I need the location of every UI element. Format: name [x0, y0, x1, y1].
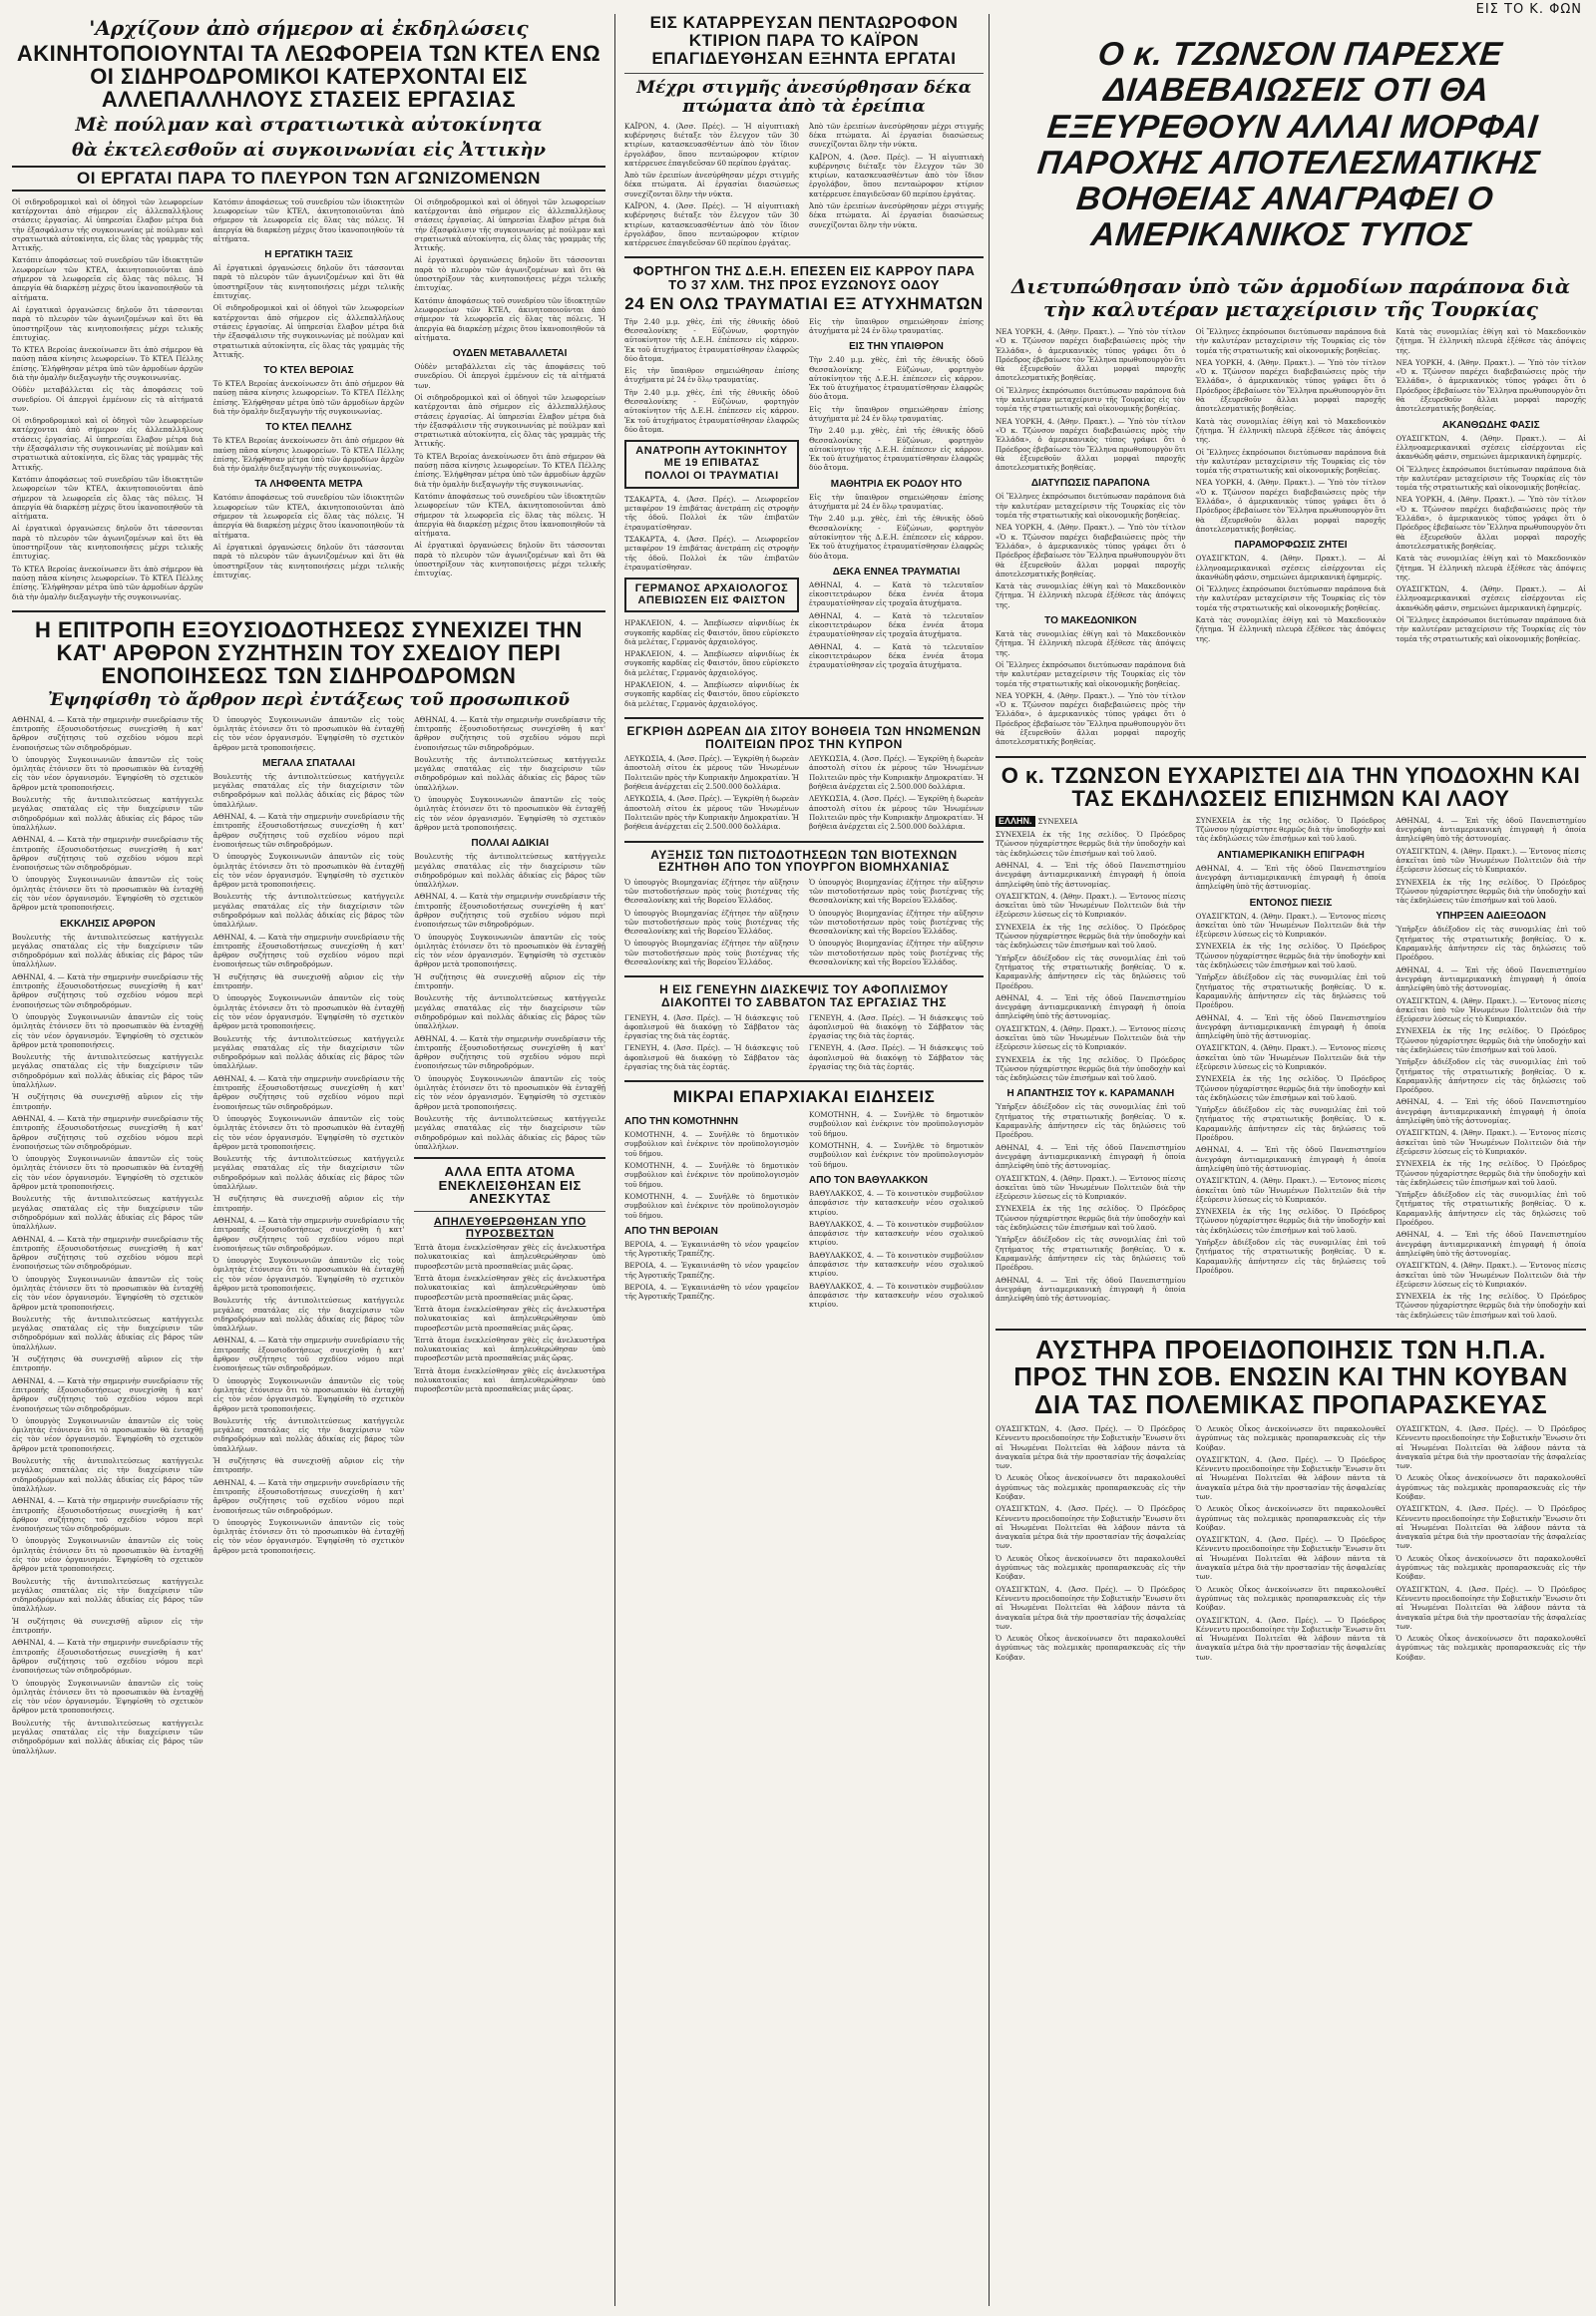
paragraph: Ἡ συζήτησις θὰ συνεχισθῇ αὔριον εἰς τὴν ἐπιτροπήν.: [12, 1092, 203, 1111]
paragraph: ΟΥΑΣΙΓΚΤΩΝ, 4. (Ἀσσ. Πρές). — Ὁ Πρόεδρος Κέννεντυ προειδοποίησε τὴν Σοβιετικὴν Ἕνωσιν ὅτι αἱ Ἡνωμέναι Πολιτεῖαι θὰ λάβουν πάντα τὰ ἀναγκαῖα μέτρα διὰ τὴν προστασίαν τῆς ἀσφαλείας των.: [996, 1584, 1186, 1631]
paragraph: Ἡ συζήτησις θὰ συνεχισθῇ αὔριον εἰς τὴν ἐπιτροπήν.: [12, 1354, 203, 1373]
paragraph: Οἱ Ἕλληνες ἐκπρόσωποι διετύπωσαν παράπονα διὰ τὴν καλυτέραν μεταχείρισιν τῆς Τουρκίας εἰς τὸν τομέα τῆς στρατιωτικῆς καὶ οἰκονομικῆς βοηθείας.: [1195, 327, 1387, 355]
paragraph: Ὁ ὑπουργὸς Βιομηχανίας ἐζήτησε τὴν αὔξησιν τῶν πιστοδοτήσεων πρὸς τοὺς βιοτέχνας τῆς Θεσσαλονίκης καὶ τῆς Βορείου Ἑλλάδος.: [624, 908, 799, 937]
article-cairo-collapse: [624, 14, 984, 250]
paragraph: Τὴν 2.40 μ.μ. χθὲς, ἐπὶ τῆς ἐθνικῆς ὁδοῦ Θεσσαλονίκης - Εὐζώνων, φορτηγὸν αὐτοκίνητον τῆς Δ.Ε.Η. ἐπέπεσεν εἰς κάρρον. Ἐκ τοῦ ἀτυχήματος ἐτραυματίσθησαν ἐλαφρῶς δύο ἄτομα.: [809, 426, 984, 473]
paragraph: ΛΕΥΚΩΣΙΑ, 4. (Ἀσσ. Πρές). — Ἐγκρίθη ἡ δωρεὰν ἀποστολὴ σίτου ἐκ μέρους τῶν Ἡνωμένων Πολιτειῶν πρὸς τὴν Κυπριακὴν Δημοκρατίαν. Ἡ βοήθεια ἀνέρχεται εἰς 2.500.000 δολλάρια.: [809, 754, 984, 792]
paragraph: Ἐπτὰ ἄτομα ἐνεκλείσθησαν χθὲς εἰς ἀνελκυστῆρα πολυκατοικίας καὶ ἀπηλευθερώθησαν ὑπὸ πυροσβεστῶν μετὰ προσπαθείας μιᾶς ὥρας.: [414, 1274, 605, 1302]
section-heading: ΤΟ ΚΤΕΛ ΠΕΛΛΗΣ: [265, 422, 352, 434]
paragraph: Ὁ ὑπουργὸς Συγκοινωνιῶν ἀπαντῶν εἰς τοὺς ὁμιλητὰς ἐτόνισεν ὅτι τὸ προσωπικὸν θὰ ἐνταχθῇ εἰς τὸν νέον ὀργανισμόν. Ἐψηφίσθη τὸ σχετικὸν ἄρθρον μετὰ τροποποιήσεις.: [212, 1256, 405, 1293]
paragraph: ΑΘΗΝΑΙ, 4. — Ἐπὶ τῆς ὁδοῦ Πανεπιστημίου ἀνεγράφη ἀντιαμερικανικὴ ἐπιγραφὴ ἡ ὁποία ἀπηλείφθη ὑπὸ τῆς ἀστυνομίας.: [1396, 1097, 1586, 1126]
paragraph: Κατὰ τὰς συνομιλίας ἐθίγη καὶ τὸ Μακεδονικὸν ζήτημα. Ἡ ἑλληνικὴ πλευρὰ ἐξέθεσε τὰς ἀπόψεις της.: [1396, 554, 1586, 581]
headline: ΕΓΚΡΙΘΗ ΔΩΡΕΑΝ ΔΙΑ ΣΙΤΟΥ ΒΟΗΘΕΙΑ ΤΩΝ ΗΝΩΜΕΝΩΝ ΠΟΛΙΤΕΙΩΝ ΠΡΟΣ ΤΗΝ ΚΥΠΡΟΝ: [626, 723, 982, 751]
paragraph: Αἱ ἐργατικαὶ ὀργανώσεις δηλοῦν ὅτι τάσσονται παρὰ τὸ πλευρὸν τῶν ἀγωνιζομένων καὶ ὅτι θὰ ὑποστηρίξουν τὰς κινητοποιήσεις μέχρι τελικῆς ἐπιτυχίας.: [212, 542, 405, 579]
article-geneva-disarmament: [624, 983, 984, 1074]
paragraph: Τὴν 2.40 μ.μ. χθὲς, ἐπὶ τῆς ἐθνικῆς ὁδοῦ Θεσσαλονίκης - Εὐζώνων, φορτηγὸν αὐτοκίνητον τῆς Δ.Ε.Η. ἐπέπεσεν εἰς κάρρον. Ἐκ τοῦ ἀτυχήματος ἐτραυματίσθησαν ἐλαφρῶς δύο ἄτομα.: [624, 387, 799, 434]
paragraph: Οἱ Ἕλληνες ἐκπρόσωποι διετύπωσαν παράπονα διὰ τὴν καλυτέραν μεταχείρισιν τῆς Τουρκίας εἰς τὸν τομέα τῆς στρατιωτικῆς καὶ οἰκονομικῆς βοηθείας.: [996, 492, 1186, 521]
paragraph: ΟΥΑΣΙΓΚΤΩΝ, 4. (Ἀθην. Πρακτ.). — Αἱ ἑλληνοαμερικανικαὶ σχέσεις εἰσέρχονται εἰς ἀκανθώδη φάσιν, σημειώνει ἀμερικανικὴ ἐφημερίς.: [1396, 433, 1586, 462]
paragraph: Βουλευτὴς τῆς ἀντιπολιτεύσεως κατήγγειλε μεγάλας σπατάλας εἰς τὴν διαχείρισιν τῶν σιδηροδρόμων καὶ πολλὰς ἀδικίας εἰς βάρος τῶν ὑπαλλήλων.: [12, 1456, 203, 1493]
paragraph: ΝΕΑ ΥΟΡΚΗ, 4. (Ἀθην. Πρακτ.). — Ὑπὸ τὸν τίτλον «Ὁ κ. Τζώνσον παρέχει διαβεβαιώσεις πρὸς τὴν Ἑλλάδα», ὁ ἀμερικανικὸς τύπος γράφει ὅτι ὁ Πρόεδρος ἐβεβαίωσε τὸν Ἕλληνα πρωθυπουργὸν ὅτι θὰ ἐξευρεθοῦν ἄλλαι μορφαὶ παροχῆς ἀποτελεσματικῆς βοηθείας.: [996, 690, 1186, 747]
paragraph: ΒΕΡΟΙΑ, 4. — Ἐγκαινιάσθη τὸ νέον γραφεῖον τῆς Ἀγροτικῆς Τραπέζης.: [624, 1261, 799, 1280]
paragraph: ΑΘΗΝΑΙ, 4. — Κατὰ τὴν σημερινὴν συνεδρίασιν τῆς ἐπιτροπῆς ἐξουσιοδοτήσεως συνεχίσθη ἡ κατ' ἄρθρον συζήτησις τοῦ σχεδίου νόμου περὶ ἑνοποιήσεως τῶν σιδηροδρόμων.: [12, 1375, 203, 1413]
headline: Η ΕΙΣ ΓΕΝΕΥΗΝ ΔΙΑΣΚΕΨΙΣ ΤΟΥ ΑΦΟΠΛΙΣΜΟΥ ΔΙΑΚΟΠΤΕΙ ΤΟ ΣΑΒΒΑΤΟΝ ΤΑΣ ΕΡΓΑΣΙΑΣ ΤΗΣ: [659, 982, 949, 1009]
kicker: 'Αρχίζουν ἀπὸ σήμερον αἱ ἐκδηλώσεις: [89, 16, 529, 40]
paragraph: Ἀπὸ τῶν ἐρειπίων ἀνεσύρθησαν μέχρι στιγμῆς δέκα πτώματα. Αἱ ἐργασίαι διασώσεως συνεχίζονται ὅλην τὴν νύκτα.: [809, 121, 984, 150]
column-rule: [989, 14, 990, 2306]
paragraph: Οἱ Ἕλληνες ἐκπρόσωποι διετύπωσαν παράπονα διὰ τὴν καλυτέραν μεταχείρισιν τῆς Τουρκίας εἰς τὸν τομέα τῆς στρατιωτικῆς καὶ οἰκονομικῆς βοηθείας.: [1195, 584, 1387, 612]
paragraph: ΚΟΜΟΤΗΝΗ, 4. — Συνῆλθε τὸ δημοτικὸν συμβούλιον καὶ ἐνέκρινε τὸν προϋπολογισμὸν τοῦ δήμου.: [809, 1141, 984, 1169]
section-heading: ΤΟ ΜΑΚΕΔΟΝΙΚΟΝ: [1044, 615, 1137, 627]
paragraph: ΒΕΡΟΙΑ, 4. — Ἐγκαινιάσθη τὸ νέον γραφεῖον τῆς Ἀγροτικῆς Τραπέζης.: [624, 1283, 799, 1302]
paragraph: ΟΥΑΣΙΓΚΤΩΝ, 4. (Ἀσσ. Πρές). — Ὁ Πρόεδρος Κέννεντυ προειδοποίησε τὴν Σοβιετικὴν Ἕνωσιν ὅτι αἱ Ἡνωμέναι Πολιτεῖαι θὰ λάβουν πάντα τὰ ἀναγκαῖα μέτρα διὰ τὴν προστασίαν τῆς ἀσφαλείας των.: [996, 1423, 1186, 1471]
paragraph: Αἱ ἐργατικαὶ ὀργανώσεις δηλοῦν ὅτι τάσσονται παρὰ τὸ πλευρὸν τῶν ἀγωνιζομένων καὶ ὅτι θὰ ὑποστηρίξουν τὰς κινητοποιήσεις μέχρι τελικῆς ἐπιτυχίας.: [12, 524, 203, 562]
paragraph: ΣΥΝΕΧΕΙΑ ἐκ τῆς 1ης σελίδος. Ὁ Πρόεδρος Τζώνσον ηὐχαρίστησε θερμῶς διὰ τὴν ὑποδοχὴν καὶ τὰς ἐκδηλώσεις τῶν ἐπισήμων καὶ τοῦ λαοῦ.: [996, 830, 1186, 858]
paragraph: Ὁ Λευκὸς Οἶκος ἀνεκοίνωσεν ὅτι παρακολουθεῖ ἀγρύπνως τὰς πολεμικὰς προπαρασκευὰς εἰς τὴν Κούβαν.: [1396, 1553, 1586, 1582]
paragraph: Ὁ Λευκὸς Οἶκος ἀνεκοίνωσεν ὅτι παρακολουθεῖ ἀγρύπνως τὰς πολεμικὰς προπαρασκευὰς εἰς τὴν Κούβαν.: [1195, 1423, 1387, 1452]
article-johnson-assurances: [996, 36, 1586, 749]
paragraph: ΑΘΗΝΑΙ, 4. — Κατὰ τὴν σημερινὴν συνεδρίασιν τῆς ἐπιτροπῆς ἐξουσιοδοτήσεως συνεχίσθη ἡ κατ' ἄρθρον συζήτησις τοῦ σχεδίου νόμου περὶ ἑνοποιήσεως τῶν σιδηροδρόμων.: [12, 1638, 203, 1676]
section-heading: ΠΟΛΛΑΙ ΑΔΙΚΙΑΙ: [471, 838, 550, 850]
paragraph: Ὁ Λευκὸς Οἶκος ἀνεκοίνωσεν ὅτι παρακολουθεῖ ἀγρύπνως τὰς πολεμικὰς προπαρασκευὰς εἰς τὴν Κούβαν.: [1396, 1634, 1586, 1662]
paragraph: Ὁ ὑπουργὸς Συγκοινωνιῶν ἀπαντῶν εἰς τοὺς ὁμιλητὰς ἐτόνισεν ὅτι τὸ προσωπικὸν θὰ ἐνταχθῇ εἰς τὸν νέον ὀργανισμόν. Ἐψηφίσθη τὸ σχετικὸν ἄρθρον μετὰ τροποποιήσεις.: [212, 993, 405, 1031]
section-heading: ΥΠΗΡΞΕΝ ΑΔΙΕΞΟΔΟΝ: [1435, 911, 1546, 923]
paragraph: ΣΥΝΕΧΕΙΑ ἐκ τῆς 1ης σελίδος. Ὁ Πρόεδρος Τζώνσον ηὐχαρίστησε θερμῶς διὰ τὴν ὑποδοχὴν καὶ τὰς ἐκδηλώσεις τῶν ἐπισήμων καὶ τοῦ λαοῦ.: [1195, 1207, 1387, 1235]
paragraph: ΟΥΑΣΙΓΚΤΩΝ, 4. (Ἀθην. Πρακτ.). — Ἐντονος πίεσις ἀσκεῖται ὑπὸ τῶν Ἡνωμένων Πολιτειῶν διὰ τὴν ἐξεύρεσιν λύσεως εἰς τὸ Κυπριακόν.: [1195, 911, 1387, 940]
paragraph: ΛΕΥΚΩΣΙΑ, 4. (Ἀσσ. Πρές). — Ἐγκρίθη ἡ δωρεὰν ἀποστολὴ σίτου ἐκ μέρους τῶν Ἡνωμένων Πολιτειῶν πρὸς τὴν Κυπριακὴν Δημοκρατίαν. Ἡ βοήθεια ἀνέρχεται εἰς 2.500.000 δολλάρια.: [624, 754, 799, 792]
section-heading: ΑΠΟ ΤΗΝ ΒΕΡΟΙΑΝ: [624, 1225, 718, 1237]
paragraph: Οἱ σιδηροδρομικοὶ καὶ οἱ ὁδηγοὶ τῶν λεωφορείων κατέρχονται ἀπὸ σήμερον εἰς ἀλλεπαλλήλους στάσεις ἐργασίας. Αἱ ὑπηρεσίαι ἔλαβον μέτρα διὰ τὴν ἐξασφάλισιν τῆς συγκοινωνίας μὲ πούλμαν καὶ στρατιωτικὰ αὐτοκίνητα, εἰς ὅλας τὰς γραμμὰς τῆς Ἀττικῆς.: [414, 393, 605, 449]
paragraph: Αἱ ἐργατικαὶ ὀργανώσεις δηλοῦν ὅτι τάσσονται παρὰ τὸ πλευρὸν τῶν ἀγωνιζομένων καὶ ὅτι θὰ ὑποστηρίξουν τὰς κινητοποιήσεις μέχρι τελικῆς ἐπιτυχίας.: [414, 255, 605, 293]
paragraph: Οἱ Ἕλληνες ἐκπρόσωποι διετύπωσαν παράπονα διὰ τὴν καλυτέραν μεταχείρισιν τῆς Τουρκίας εἰς τὸν τομέα τῆς στρατιωτικῆς καὶ οἰκονομικῆς βοηθείας.: [1396, 615, 1586, 643]
paragraph: Βουλευτὴς τῆς ἀντιπολιτεύσεως κατήγγειλε μεγάλας σπατάλας εἰς τὴν διαχείρισιν τῶν σιδηροδρόμων καὶ πολλὰς ἀδικίας εἰς βάρος τῶν ὑπαλλήλων.: [12, 795, 203, 832]
paragraph: Τὸ ΚΤΕΛ Βεροίας ἀνεκοίνωσεν ὅτι ἀπὸ σήμερον θὰ παύσῃ πᾶσα κίνησις λεωφορείων. Τὸ ΚΤΕΛ Πέλλης ἐπίσης. Ἐλήφθησαν μέτρα ὑπὸ τῶν ἀρμοδίων ἀρχῶν διὰ τὴν ὁμαλὴν διεξαγωγὴν τῆς συγκοινωνίας.: [212, 379, 405, 416]
paragraph: ΓΕΝΕΥΗ, 4. (Ἀσσ. Πρές). — Ἡ διάσκεψις τοῦ ἀφοπλισμοῦ θὰ διακόψῃ τὸ Σάββατον τὰς ἐργασίας της διὰ τὰς ἑορτάς.: [624, 1012, 799, 1041]
paragraph: ΣΥΝΕΧΕΙΑ ἐκ τῆς 1ης σελίδος. Ὁ Πρόεδρος Τζώνσον ηὐχαρίστησε θερμῶς διὰ τὴν ὑποδοχὴν καὶ τὰς ἐκδηλώσεις τῶν ἐπισήμων καὶ τοῦ λαοῦ.: [996, 922, 1186, 951]
section-heading: ΑΚΑΝΘΩΔΗΣ ΦΑΣΙΣ: [1441, 419, 1540, 431]
paragraph: ΟΥΑΣΙΓΚΤΩΝ, 4. (Ἀθην. Πρακτ.). — Ἐντονος πίεσις ἀσκεῖται ὑπὸ τῶν Ἡνωμένων Πολιτειῶν διὰ τὴν ἐξεύρεσιν λύσεως εἰς τὸ Κυπριακόν.: [1396, 1128, 1586, 1156]
article-craftsmen-credit: [624, 849, 984, 970]
headline: ΜΙΚΡΑΙ ΕΠΑΡΧΙΑΚΑΙ ΕΙΔΗΣΕΙΣ: [672, 1087, 936, 1107]
paragraph: Ὁ ὑπουργὸς Συγκοινωνιῶν ἀπαντῶν εἰς τοὺς ὁμιλητὰς ἐτόνισεν ὅτι τὸ προσωπικὸν θὰ ἐνταχθῇ εἰς τὸν νέον ὀργανισμόν. Ἐψηφίσθη τὸ σχετικὸν ἄρθρον μετὰ τροποποιήσεις.: [212, 852, 405, 890]
paragraph: Ὁ Λευκὸς Οἶκος ἀνεκοίνωσεν ὅτι παρακολουθεῖ ἀγρύπνως τὰς πολεμικὰς προπαρασκευὰς εἰς τὴν Κούβαν.: [996, 1473, 1186, 1501]
article-us-warning: [996, 1337, 1586, 1665]
paragraph: Βουλευτὴς τῆς ἀντιπολιτεύσεως κατήγγειλε μεγάλας σπατάλας εἰς τὴν διαχείρισιν τῶν σιδηροδρόμων καὶ πολλὰς ἀδικίας εἰς βάρος τῶν ὑπαλλήλων.: [12, 1314, 203, 1351]
paragraph: Ὁ ὑπουργὸς Βιομηχανίας ἐζήτησε τὴν αὔξησιν τῶν πιστοδοτήσεων πρὸς τοὺς βιοτέχνας τῆς Θεσσαλονίκης καὶ τῆς Βορείου Ἑλλάδος.: [809, 939, 984, 967]
headline: ΕΙΣ ΚΑΤΑΡΡΕΥΣΑΝ ΠΕΝΤΑΩΡΟΦΟΝ ΚΤΙΡΙΟΝ ΠΑΡΑ ΤΟ ΚΑΪΡΟΝ ΕΠΑΓΙΔΕΥΘΗΣΑΝ ΕΞΗΝΤΑ ΕΡΓΑΤΑΙ: [649, 14, 959, 68]
paragraph: Αἱ ἐργατικαὶ ὀργανώσεις δηλοῦν ὅτι τάσσονται παρὰ τὸ πλευρὸν τῶν ἀγωνιζομένων καὶ ὅτι θὰ ὑποστηρίξουν τὰς κινητοποιήσεις μέχρι τελικῆς ἐπιτυχίας.: [12, 304, 203, 342]
paragraph: ΝΕΑ ΥΟΡΚΗ, 4. (Ἀθην. Πρακτ.). — Ὑπὸ τὸν τίτλον «Ὁ κ. Τζώνσον παρέχει διαβεβαιώσεις πρὸς τὴν Ἑλλάδα», ὁ ἀμερικανικὸς τύπος γράφει ὅτι ὁ Πρόεδρος ἐβεβαίωσε τὸν Ἕλληνα πρωθυπουργὸν ὅτι θὰ ἐξευρεθοῦν ἄλλαι μορφαὶ παροχῆς ἀποτελεσματικῆς βοηθείας.: [996, 523, 1186, 579]
section-heading: ΤΟ ΚΤΕΛ ΒΕΡΟΙΑΣ: [263, 365, 354, 377]
paragraph: Τὸ ΚΤΕΛ Βεροίας ἀνεκοίνωσεν ὅτι ἀπὸ σήμερον θὰ παύσῃ πᾶσα κίνησις λεωφορείων. Τὸ ΚΤΕΛ Πέλλης ἐπίσης. Ἐλήφθησαν μέτρα ὑπὸ τῶν ἀρμοδίων ἀρχῶν διὰ τὴν ὁμαλὴν διεξαγωγὴν τῆς συγκοινωνίας.: [212, 436, 405, 474]
headline: Η ΕΠΙΤΡΟΠΗ ΕΞΟΥΣΙΟΔΟΤΗΣΕΩΣ ΣΥΝΕΧΙΖΕΙ ΤΗΝ ΚΑΤ' ΑΡΘΡΟΝ ΣΥΖΗΤΗΣΙΝ ΤΟΥ ΣΧΕΔΙΟΥ ΠΕΡΙ ΕΝΟΠΟΙΗΣΕΩΣ ΤΩΝ ΣΙΔΗΡΟΔΡΟΜΩΝ: [35, 616, 583, 689]
paragraph: ΓΕΝΕΥΗ, 4. (Ἀσσ. Πρές). — Ἡ διάσκεψις τοῦ ἀφοπλισμοῦ θὰ διακόψῃ τὸ Σάββατον τὰς ἐργασίας της διὰ τὰς ἑορτάς.: [624, 1043, 799, 1072]
paragraph: Βουλευτὴς τῆς ἀντιπολιτεύσεως κατήγγειλε μεγάλας σπατάλας εἰς τὴν διαχείρισιν τῶν σιδηροδρόμων καὶ πολλὰς ἀδικίας εἰς βάρος τῶν ὑπαλλήλων.: [212, 1296, 405, 1334]
paragraph: Ὁ ὑπουργὸς Συγκοινωνιῶν ἀπαντῶν εἰς τοὺς ὁμιλητὰς ἐτόνισεν ὅτι τὸ προσωπικὸν θὰ ἐνταχθῇ εἰς τὸν νέον ὀργανισμόν. Ἐψηφίσθη τὸ σχετικὸν ἄρθρον μετὰ τροποποιήσεις.: [212, 1517, 405, 1555]
paragraph: Βουλευτὴς τῆς ἀντιπολιτεύσεως κατήγγειλε μεγάλας σπατάλας εἰς τὴν διαχείρισιν τῶν σιδηροδρόμων καὶ πολλὰς ἀδικίας εἰς βάρος τῶν ὑπαλλήλων.: [212, 771, 405, 809]
paragraph: Κατόπιν ἀποφάσεως τοῦ συνεδρίου τῶν ἰδιοκτητῶν λεωφορείων τῶν ΚΤΕΛ, ἀκινητοποιοῦνται ἀπὸ σήμερον τὰ λεωφορεῖα εἰς ὅλας τὰς πόλεις. Ἡ ἀπεργία θὰ διαρκέσῃ μέχρις ὅτου ἱκανοποιηθοῦν τὰ αἰτήματα.: [212, 493, 405, 540]
paragraph: Ἡ συζήτησις θὰ συνεχισθῇ αὔριον εἰς τὴν ἐπιτροπήν.: [414, 971, 605, 991]
paragraph: ΝΕΑ ΥΟΡΚΗ, 4. (Ἀθην. Πρακτ.). — Ὑπὸ τὸν τίτλον «Ὁ κ. Τζώνσον παρέχει διαβεβαιώσεις πρὸς τὴν Ἑλλάδα», ὁ ἀμερικανικὸς τύπος γράφει ὅτι ὁ Πρόεδρος ἐβεβαίωσε τὸν Ἕλληνα πρωθυπουργὸν ὅτι θὰ ἐξευρεθοῦν ἄλλαι μορφαὶ παροχῆς ἀποτελεσματικῆς βοηθείας.: [996, 327, 1186, 383]
article-bus-overturn: [624, 440, 799, 489]
corner-mark: ΕΙΣ ΤΟ Κ. ΦΩΝ: [1475, 2, 1582, 17]
paragraph: ΑΘΗΝΑΙ, 4. — Κατὰ τὴν σημερινὴν συνεδρίασιν τῆς ἐπιτροπῆς ἐξουσιοδοτήσεως συνεχίσθη ἡ κατ' ἄρθρον συζήτησις τοῦ σχεδίου νόμου περὶ ἑνοποιήσεως τῶν σιδηροδρόμων.: [12, 1496, 203, 1534]
paragraph: Κατὰ τὰς συνομιλίας ἐθίγη καὶ τὸ Μακεδονικὸν ζήτημα. Ἡ ἑλληνικὴ πλευρὰ ἐξέθεσε τὰς ἀπόψεις της.: [1195, 615, 1387, 643]
paragraph: ΚΟΜΟΤΗΝΗ, 4. — Συνῆλθε τὸ δημοτικὸν συμβούλιον καὶ ἐνέκρινε τὸν προϋπολογισμὸν τοῦ δήμου.: [809, 1110, 984, 1138]
paragraph: Ὁ ὑπουργὸς Συγκοινωνιῶν ἀπαντῶν εἰς τοὺς ὁμιλητὰς ἐτόνισεν ὅτι τὸ προσωπικὸν θὰ ἐνταχθῇ εἰς τὸν νέον ὀργανισμόν. Ἐψηφίσθη τὸ σχετικὸν ἄρθρον μετὰ τροποποιήσεις.: [212, 1375, 405, 1413]
paragraph: ΑΘΗΝΑΙ, 4. — Ἐπὶ τῆς ὁδοῦ Πανεπιστημίου ἀνεγράφη ἀντιαμερικανικὴ ἐπιγραφὴ ἡ ὁποία ἀπηλείφθη ὑπὸ τῆς ἀστυνομίας.: [1396, 815, 1586, 844]
paragraph: Κατὰ τὰς συνομιλίας ἐθίγη καὶ τὸ Μακεδονικὸν ζήτημα. Ἡ ἑλληνικὴ πλευρὰ ἐξέθεσε τὰς ἀπόψεις της.: [996, 629, 1186, 657]
paragraph: ΑΘΗΝΑΙ, 4. — Κατὰ τὸ τελευταῖον εἰκοσιτετράωρον δέκα ἐννέα ἄτομα ἐτραυματίσθησαν εἰς τροχαῖα ἀτυχήματα.: [809, 641, 984, 670]
paragraph: ΑΘΗΝΑΙ, 4. — Κατὰ τὸ τελευταῖον εἰκοσιτετράωρον δέκα ἐννέα ἄτομα ἐτραυματίσθησαν εἰς τροχαῖα ἀτυχήματα.: [809, 610, 984, 639]
section-heading: ΕΚΚΛΗΣΙΣ ΑΡΘΡΟΝ: [60, 918, 156, 930]
paragraph: ΒΕΡΟΙΑ, 4. — Ἐγκαινιάσθη τὸ νέον γραφεῖον τῆς Ἀγροτικῆς Τραπέζης.: [624, 1239, 799, 1259]
paragraph: ΣΥΝΕΧΕΙΑ ἐκ τῆς 1ης σελίδος. Ὁ Πρόεδρος Τζώνσον ηὐχαρίστησε θερμῶς διὰ τὴν ὑποδοχὴν καὶ τὰς ἐκδηλώσεις τῶν ἐπισήμων καὶ τοῦ λαοῦ.: [1396, 877, 1586, 906]
paragraph: Αἱ ἐργατικαὶ ὀργανώσεις δηλοῦν ὅτι τάσσονται παρὰ τὸ πλευρὸν τῶν ἀγωνιζομένων καὶ ὅτι θὰ ὑποστηρίξουν τὰς κινητοποιήσεις μέχρι τελικῆς ἐπιτυχίας.: [414, 541, 605, 579]
paragraph: Οἱ Ἕλληνες ἐκπρόσωποι διετύπωσαν παράπονα διὰ τὴν καλυτέραν μεταχείρισιν τῆς Τουρκίας εἰς τὸν τομέα τῆς στρατιωτικῆς καὶ οἰκονομικῆς βοηθείας.: [996, 659, 1186, 688]
paragraph: ΟΥΑΣΙΓΚΤΩΝ, 4. (Ἀσσ. Πρές). — Ὁ Πρόεδρος Κέννεντυ προειδοποίησε τὴν Σοβιετικὴν Ἕνωσιν ὅτι αἱ Ἡνωμέναι Πολιτεῖαι θὰ λάβουν πάντα τὰ ἀναγκαῖα μέτρα διὰ τὴν προστασίαν τῆς ἀσφαλείας των.: [1195, 1615, 1387, 1662]
paragraph: Οἱ σιδηροδρομικοὶ καὶ οἱ ὁδηγοὶ τῶν λεωφορείων κατέρχονται ἀπὸ σήμερον εἰς ἀλλεπαλλήλους στάσεις ἐργασίας. Αἱ ὑπηρεσίαι ἔλαβον μέτρα διὰ τὴν ἐξασφάλισιν τῆς συγκοινωνίας μὲ πούλμαν καὶ στρατιωτικὰ αὐτοκίνητα, εἰς ὅλας τὰς γραμμὰς τῆς Ἀττικῆς.: [212, 303, 405, 359]
paragraph: ΣΥΝΕΧΕΙΑ ἐκ τῆς 1ης σελίδος. Ὁ Πρόεδρος Τζώνσον ηὐχαρίστησε θερμῶς διὰ τὴν ὑποδοχὴν καὶ τὰς ἐκδηλώσεις τῶν ἐπισήμων καὶ τοῦ λαοῦ.: [1195, 815, 1387, 844]
article-johnson-thanks: [996, 764, 1586, 1323]
headline: ΑΚΙΝΗΤΟΠΟΙΟΥΝΤΑΙ ΤΑ ΛΕΩΦΟΡΕΙΑ ΤΩΝ ΚΤΕΛ ΕΝΩ ΟΙ ΣΙΔΗΡΟΔΡΟΜΙΚΟΙ ΚΑΤΕΡΧΟΝΤΑΙ ΕΙΣ ΑΛΛΕΠΑΛΛΗΛΟΥΣ ΣΤΑΣΕΙΣ ΕΡΓΑΣΙΑΣ: [16, 41, 601, 113]
paragraph: Τὸ ΚΤΕΛ Βεροίας ἀνεκοίνωσεν ὅτι ἀπὸ σήμερον θὰ παύσῃ πᾶσα κίνησις λεωφορείων. Τὸ ΚΤΕΛ Πέλλης ἐπίσης. Ἐλήφθησαν μέτρα ὑπὸ τῶν ἀρμοδίων ἀρχῶν διὰ τὴν ὁμαλὴν διεξαγωγὴν τῆς συγκοινωνίας.: [12, 345, 203, 382]
paragraph: ΗΡΑΚΛΕΙΟΝ, 4. — Ἀπεβίωσεν αἰφνιδίως ἐκ συγκοπῆς καρδίας εἰς Φαιστόν, ὅπου εὑρίσκετο διὰ μελέτας, Γερμανὸς ἀρχαιολόγος.: [624, 649, 799, 677]
paragraph: Τὴν 2.40 μ.μ. χθὲς, ἐπὶ τῆς ἐθνικῆς ὁδοῦ Θεσσαλονίκης - Εὐζώνων, φορτηγὸν αὐτοκίνητον τῆς Δ.Ε.Η. ἐπέπεσεν εἰς κάρρον. Ἐκ τοῦ ἀτυχήματος ἐτραυματίσθησαν ἐλαφρῶς δύο ἄτομα.: [624, 316, 799, 363]
paragraph: Ὁ ὑπουργὸς Συγκοινωνιῶν ἀπαντῶν εἰς τοὺς ὁμιλητὰς ἐτόνισεν ὅτι τὸ προσωπικὸν θὰ ἐνταχθῇ εἰς τὸν νέον ὀργανισμόν. Ἐψηφίσθη τὸ σχετικὸν ἄρθρον μετὰ τροποποιήσεις.: [12, 1011, 203, 1049]
paragraph: Ὁ ὑπουργὸς Συγκοινωνιῶν ἀπαντῶν εἰς τοὺς ὁμιλητὰς ἐτόνισεν ὅτι τὸ προσωπικὸν θὰ ἐνταχθῇ εἰς τὸν νέον ὀργανισμόν. Ἐψηφίσθη τὸ σχετικὸν ἄρθρον μετὰ τροποποιήσεις.: [414, 932, 605, 969]
paragraph: Κατὰ τὰς συνομιλίας ἐθίγη καὶ τὸ Μακεδονικὸν ζήτημα. Ἡ ἑλληνικὴ πλευρὰ ἐξέθεσε τὰς ἀπόψεις της.: [996, 581, 1186, 609]
paragraph: ΟΥΑΣΙΓΚΤΩΝ, 4. (Ἀθην. Πρακτ.). — Αἱ ἑλληνοαμερικανικαὶ σχέσεις εἰσέρχονται εἰς ἀκανθώδη φάσιν, σημειώνει ἀμερικανικὴ ἐφημερίς.: [1195, 554, 1387, 581]
headline: Ο κ. ΤΖΩΝΣΟΝ ΕΥΧΑΡΙΣΤΕΙ ΔΙΑ ΤΗΝ ΥΠΟΔΟΧΗΝ ΚΑΙ ΤΑΣ ΕΚΔΗΛΩΣΕΙΣ ΕΠΙΣΗΜΩΝ ΚΑΙ ΛΑΟΥ: [1000, 762, 1581, 811]
paragraph: ΟΥΑΣΙΓΚΤΩΝ, 4. (Ἀσσ. Πρές). — Ὁ Πρόεδρος Κέννεντυ προειδοποίησε τὴν Σοβιετικὴν Ἕνωσιν ὅτι αἱ Ἡνωμέναι Πολιτεῖαι θὰ λάβουν πάντα τὰ ἀναγκαῖα μέτρα διὰ τὴν προστασίαν τῆς ἀσφαλείας των.: [1396, 1423, 1586, 1471]
paragraph: Οὐδὲν μεταβάλλεται εἰς τὰς ἀποφάσεις τοῦ συνεδρίου. Οἱ ἀπεργοὶ ἐμμένουν εἰς τὰ αἰτήματά των.: [12, 385, 203, 413]
paragraph: Ὁ ὑπουργὸς Συγκοινωνιῶν ἀπαντῶν εἰς τοὺς ὁμιλητὰς ἐτόνισεν ὅτι τὸ προσωπικὸν θὰ ἐνταχθῇ εἰς τὸν νέον ὀργανισμόν. Ἐψηφίσθη τὸ σχετικὸν ἄρθρον μετὰ τροποποιήσεις.: [12, 875, 203, 913]
paragraph: Κατόπιν ἀποφάσεως τοῦ συνεδρίου τῶν ἰδιοκτητῶν λεωφορείων τῶν ΚΤΕΛ, ἀκινητοποιοῦνται ἀπὸ σήμερον τὰ λεωφορεῖα εἰς ὅλας τὰς πόλεις. Ἡ ἀπεργία θὰ διαρκέσῃ μέχρις ὅτου ἱκανοποιηθοῦν τὰ αἰτήματα.: [212, 196, 405, 243]
paragraph: Ὁ ὑπουργὸς Συγκοινωνιῶν ἀπαντῶν εἰς τοὺς ὁμιλητὰς ἐτόνισεν ὅτι τὸ προσωπικὸν θὰ ἐνταχθῇ εἰς τὸν νέον ὀργανισμόν. Ἐψηφίσθη τὸ σχετικὸν ἄρθρον μετὰ τροποποιήσεις.: [414, 1073, 605, 1111]
paragraph: ΒΑΘΥΛΑΚΚΟΣ, 4. — Τὸ κοινοτικὸν συμβούλιον ἀπεφάσισε τὴν κατασκευὴν νέου σχολικοῦ κτιρίου.: [809, 1188, 984, 1217]
article-ktel-strike: [12, 16, 605, 604]
article-provincial-news: [624, 1088, 984, 1312]
section-heading: ΕΙΣ ΤΗΝ ΥΠΑΙΘΡΟΝ: [849, 341, 944, 353]
paragraph: ΣΥΝΕΧΕΙΑ ἐκ τῆς 1ης σελίδος. Ὁ Πρόεδρος Τζώνσον ηὐχαρίστησε θερμῶς διὰ τὴν ὑποδοχὴν καὶ τὰς ἐκδηλώσεις τῶν ἐπισήμων καὶ τοῦ λαοῦ.: [1195, 1074, 1387, 1102]
article-railway-committee: [12, 618, 605, 1758]
paragraph: Ὁ Λευκὸς Οἶκος ἀνεκοίνωσεν ὅτι παρακολουθεῖ ἀγρύπνως τὰς πολεμικὰς προπαρασκευὰς εἰς τὴν Κούβαν.: [1195, 1504, 1387, 1532]
section-heading: Η ΕΡΓΑΤΙΚΗ ΤΑΞΙΣ: [264, 249, 353, 261]
paragraph: Ὁ ὑπουργὸς Συγκοινωνιῶν ἀπαντῶν εἰς τοὺς ὁμιλητὰς ἐτόνισεν ὅτι τὸ προσωπικὸν θὰ ἐνταχθῇ εἰς τὸν νέον ὀργανισμόν. Ἐψηφίσθη τὸ σχετικὸν ἄρθρον μετὰ τροποποιήσεις.: [12, 1678, 203, 1716]
subhead: ΟΙ ΕΡΓΑΤΑΙ ΠΑΡΑ ΤΟ ΠΛΕΥΡΟΝ ΤΩΝ ΑΓΩΝΙΖΟΜΕΝΩΝ: [12, 166, 605, 192]
section-heading: ΜΕΓΑΛΑ ΣΠΑΤΑΛΑΙ: [262, 757, 355, 769]
paragraph: ΛΕΥΚΩΣΙΑ, 4. (Ἀσσ. Πρές). — Ἐγκρίθη ἡ δωρεὰν ἀποστολὴ σίτου ἐκ μέρους τῶν Ἡνωμένων Πολιτειῶν πρὸς τὴν Κυπριακὴν Δημοκρατίαν. Ἡ βοήθεια ἀνέρχεται εἰς 2.500.000 δολλάρια.: [624, 794, 799, 832]
deck: Μὲ πούλμαν καὶ στρατιωτικὰ αὐτοκίνητα: [75, 114, 543, 137]
paragraph: Οἱ Ἕλληνες ἐκπρόσωποι διετύπωσαν παράπονα διὰ τὴν καλυτέραν μεταχείρισιν τῆς Τουρκίας εἰς τὸν τομέα τῆς στρατιωτικῆς καὶ οἰκονομικῆς βοηθείας.: [996, 385, 1186, 414]
section-heading: ΑΝΤΙΑΜΕΡΙΚΑΝΙΚΗ ΕΠΙΓΡΑΦΗ: [1217, 849, 1365, 861]
paragraph: ΑΘΗΝΑΙ, 4. — Ἐπὶ τῆς ὁδοῦ Πανεπιστημίου ἀνεγράφη ἀντιαμερικανικὴ ἐπιγραφὴ ἡ ὁποία ἀπηλείφθη ὑπὸ τῆς ἀστυνομίας.: [1396, 965, 1586, 993]
paragraph: ΑΘΗΝΑΙ, 4. — Κατὰ τὴν σημερινὴν συνεδρίασιν τῆς ἐπιτροπῆς ἐξουσιοδοτήσεως συνεχίσθη ἡ κατ' ἄρθρον συζήτησις τοῦ σχεδίου νόμου περὶ ἑνοποιήσεως τῶν σιδηροδρόμων.: [12, 1113, 203, 1151]
paragraph: ΓΕΝΕΥΗ, 4. (Ἀσσ. Πρές). — Ἡ διάσκεψις τοῦ ἀφοπλισμοῦ θὰ διακόψῃ τὸ Σάββατον τὰς ἐργασίας της διὰ τὰς ἑορτάς.: [809, 1012, 984, 1041]
paragraph: Εἰς τὴν ὕπαιθρον σημειώθησαν ἐπίσης ἀτυχήματα μὲ 24 ἐν ὅλῳ τραυματίας.: [809, 316, 984, 335]
paragraph: Ὑπῆρξεν ἀδιέξοδον εἰς τὰς συνομιλίας ἐπὶ τοῦ ζητήματος τῆς στρατιωτικῆς βοηθείας. Ὁ κ. Καραμανλῆς ἀπήντησεν εἰς τὰς δηλώσεις τοῦ Προέδρου.: [1195, 1238, 1387, 1275]
paragraph: ΗΡΑΚΛΕΙΟΝ, 4. — Ἀπεβίωσεν αἰφνιδίως ἐκ συγκοπῆς καρδίας εἰς Φαιστόν, ὅπου εὑρίσκετο διὰ μελέτας, Γερμανὸς ἀρχαιολόγος.: [624, 680, 799, 708]
paragraph: Ὁ ὑπουργὸς Συγκοινωνιῶν ἀπαντῶν εἰς τοὺς ὁμιλητὰς ἐτόνισεν ὅτι τὸ προσωπικὸν θὰ ἐνταχθῇ εἰς τὸν νέον ὀργανισμόν. Ἐψηφίσθη τὸ σχετικὸν ἄρθρον μετὰ τροποποιήσεις.: [12, 1154, 203, 1192]
paragraph: Κατόπιν ἀποφάσεως τοῦ συνεδρίου τῶν ἰδιοκτητῶν λεωφορείων τῶν ΚΤΕΛ, ἀκινητοποιοῦνται ἀπὸ σήμερον τὰ λεωφορεῖα εἰς ὅλας τὰς πόλεις. Ἡ ἀπεργία θὰ διαρκέσῃ μέχρις ὅτου ἱκανοποιηθοῦν τὰ αἰτήματα.: [414, 491, 605, 539]
paragraph: ΑΘΗΝΑΙ, 4. — Κατὰ τὴν σημερινὴν συνεδρίασιν τῆς ἐπιτροπῆς ἐξουσιοδοτήσεως συνεχίσθη ἡ κατ' ἄρθρον συζήτησις τοῦ σχεδίου νόμου περὶ ἑνοποιήσεως τῶν σιδηροδρόμων.: [212, 1336, 405, 1373]
paragraph: Ἡ συζήτησις θὰ συνεχισθῇ αὔριον εἰς τὴν ἐπιτροπήν.: [212, 1194, 405, 1213]
paragraph: Ὁ Λευκὸς Οἶκος ἀνεκοίνωσεν ὅτι παρακολουθεῖ ἀγρύπνως τὰς πολεμικὰς προπαρασκευὰς εἰς τὴν Κούβαν.: [1396, 1473, 1586, 1501]
section-heading: ΕΝΤΟΝΟΣ ΠΙΕΣΙΣ: [1249, 897, 1333, 909]
paragraph: Ὑπῆρξεν ἀδιέξοδον εἰς τὰς συνομιλίας ἐπὶ τοῦ ζητήματος τῆς στρατιωτικῆς βοηθείας. Ὁ κ. Καραμανλῆς ἀπήντησεν εἰς τὰς δηλώσεις τοῦ Προέδρου.: [1195, 972, 1387, 1010]
paragraph: ΟΥΑΣΙΓΚΤΩΝ, 4. (Ἀθην. Πρακτ.). — Ἐντονος πίεσις ἀσκεῖται ὑπὸ τῶν Ἡνωμένων Πολιτειῶν διὰ τὴν ἐξεύρεσιν λύσεως εἰς τὸ Κυπριακόν.: [996, 1023, 1186, 1052]
paragraph: ΟΥΑΣΙΓΚΤΩΝ, 4. (Ἀθην. Πρακτ.). — Ἐντονος πίεσις ἀσκεῖται ὑπὸ τῶν Ἡνωμένων Πολιτειῶν διὰ τὴν ἐξεύρεσιν λύσεως εἰς τὸ Κυπριακόν.: [996, 891, 1186, 920]
paragraph: ΑΘΗΝΑΙ, 4. — Ἐπὶ τῆς ὁδοῦ Πανεπιστημίου ἀνεγράφη ἀντιαμερικανικὴ ἐπιγραφὴ ἡ ὁποία ἀπηλείφθη ὑπὸ τῆς ἀστυνομίας.: [996, 1275, 1186, 1304]
paragraph: Ἐπτὰ ἄτομα ἐνεκλείσθησαν χθὲς εἰς ἀνελκυστῆρα πολυκατοικίας καὶ ἀπηλευθερώθησαν ὑπὸ πυροσβεστῶν μετὰ προσπαθείας μιᾶς ὥρας.: [414, 1365, 605, 1394]
subhead: ΑΠΗΛΕΥΘΕΡΩΘΗΣΑΝ ΥΠΟ ΠΥΡΟΣΒΕΣΤΩΝ: [433, 1216, 587, 1240]
paragraph: Αἱ ἐργατικαὶ ὀργανώσεις δηλοῦν ὅτι τάσσονται παρὰ τὸ πλευρὸν τῶν ἀγωνιζομένων καὶ ὅτι θὰ ὑποστηρίξουν τὰς κινητοποιήσεις μέχρι τελικῆς ἐπιτυχίας.: [212, 263, 405, 301]
paragraph: ΝΕΑ ΥΟΡΚΗ, 4. (Ἀθην. Πρακτ.). — Ὑπὸ τὸν τίτλον «Ὁ κ. Τζώνσον παρέχει διαβεβαιώσεις πρὸς τὴν Ἑλλάδα», ὁ ἀμερικανικὸς τύπος γράφει ὅτι ὁ Πρόεδρος ἐβεβαίωσε τὸν Ἕλληνα πρωθυπουργὸν ὅτι θὰ ἐξευρεθοῦν ἄλλαι μορφαὶ παροχῆς ἀποτελεσματικῆς βοηθείας.: [1396, 357, 1586, 414]
paragraph: Τὸ ΚΤΕΛ Βεροίας ἀνεκοίνωσεν ὅτι ἀπὸ σήμερον θὰ παύσῃ πᾶσα κίνησις λεωφορείων. Τὸ ΚΤΕΛ Πέλλης ἐπίσης. Ἐλήφθησαν μέτρα ὑπὸ τῶν ἀρμοδίων ἀρχῶν διὰ τὴν ὁμαλὴν διεξαγωγὴν τῆς συγκοινωνίας.: [12, 564, 203, 601]
paragraph: ΣΥΝΕΧΕΙΑ ἐκ τῆς 1ης σελίδος. Ὁ Πρόεδρος Τζώνσον ηὐχαρίστησε θερμῶς διὰ τὴν ὑποδοχὴν καὶ τὰς ἐκδηλώσεις τῶν ἐπισήμων καὶ τοῦ λαοῦ.: [1396, 1159, 1586, 1187]
paragraph: Βουλευτὴς τῆς ἀντιπολιτεύσεως κατήγγειλε μεγάλας σπατάλας εἰς τὴν διαχείρισιν τῶν σιδηροδρόμων καὶ πολλὰς ἀδικίας εἰς βάρος τῶν ὑπαλλήλων.: [12, 1718, 203, 1755]
middle-column: [624, 14, 984, 2306]
paragraph: Ἀπὸ τῶν ἐρειπίων ἀνεσύρθησαν μέχρι στιγμῆς δέκα πτώματα. Αἱ ἐργασίαι διασώσεως συνεχίζονται ὅλην τὴν νύκτα.: [624, 171, 799, 198]
section-heading: ΔΙΑΤΥΠΩΣΙΣ ΠΑΡΑΠΟΝΑ: [1030, 478, 1150, 490]
headline: ΑΥΞΗΣΙΣ ΤΩΝ ΠΙΣΤΟΔΟΤΗΣΕΩΝ ΤΩΝ ΒΙΟΤΕΧΝΩΝ ΕΖΗΤΗΘΗ ΑΠΟ ΤΟΝ ΥΠΟΥΡΓΟΝ ΒΙΟΜΗΧΑΝΙΑΣ: [650, 847, 958, 875]
headline: ΦΟΡΤΗΓΟΝ ΤΗΣ Δ.Ε.Η. ΕΠΕΣΕΝ ΕΙΣ ΚΑΡΡΟΥ ΠΑΡΑ ΤΟ 37 ΧΛΜ. ΤΗΣ ΠΡΟΣ ΕΥΖΩΝΟΥΣ ΟΔΟΥ: [632, 263, 976, 293]
paragraph: ΣΥΝΕΧΕΙΑ ἐκ τῆς 1ης σελίδος. Ὁ Πρόεδρος Τζώνσον ηὐχαρίστησε θερμῶς διὰ τὴν ὑποδοχὴν καὶ τὰς ἐκδηλώσεις τῶν ἐπισήμων καὶ τοῦ λαοῦ.: [1195, 942, 1387, 970]
paragraph: Βουλευτὴς τῆς ἀντιπολιτεύσεως κατήγγειλε μεγάλας σπατάλας εἰς τὴν διαχείρισιν τῶν σιδηροδρόμων καὶ πολλὰς ἀδικίας εἰς βάρος τῶν ὑπαλλήλων.: [12, 1052, 203, 1090]
paragraph: ΚΟΜΟΤΗΝΗ, 4. — Συνῆλθε τὸ δημοτικὸν συμβούλιον καὶ ἐνέκρινε τὸν προϋπολογισμὸν τοῦ δήμου.: [624, 1191, 799, 1220]
paragraph: ΚΟΜΟΤΗΝΗ, 4. — Συνῆλθε τὸ δημοτικὸν συμβούλιον καὶ ἐνέκρινε τὸν προϋπολογισμὸν τοῦ δήμου.: [624, 1130, 799, 1158]
paragraph: Ὑπῆρξεν ἀδιέξοδον εἰς τὰς συνομιλίας ἐπὶ τοῦ ζητήματος τῆς στρατιωτικῆς βοηθείας. Ὁ κ. Καραμανλῆς ἀπήντησεν εἰς τὰς δηλώσεις τοῦ Προέδρου.: [996, 953, 1186, 990]
paragraph: ΟΥΑΣΙΓΚΤΩΝ, 4. (Ἀθην. Πρακτ.). — Ἐντονος πίεσις ἀσκεῖται ὑπὸ τῶν Ἡνωμένων Πολιτειῶν διὰ τὴν ἐξεύρεσιν λύσεως εἰς τὸ Κυπριακόν.: [1396, 846, 1586, 875]
paragraph: Τὴν 2.40 μ.μ. χθὲς, ἐπὶ τῆς ἐθνικῆς ὁδοῦ Θεσσαλονίκης - Εὐζώνων, φορτηγὸν αὐτοκίνητον τῆς Δ.Ε.Η. ἐπέπεσεν εἰς κάρρον. Ἐκ τοῦ ἀτυχήματος ἐτραυματίσθησαν ἐλαφρῶς δύο ἄτομα.: [809, 514, 984, 561]
paragraph: ΓΕΝΕΥΗ, 4. (Ἀσσ. Πρές). — Ἡ διάσκεψις τοῦ ἀφοπλισμοῦ θὰ διακόψῃ τὸ Σάββατον τὰς ἐργασίας της διὰ τὰς ἑορτάς.: [809, 1043, 984, 1072]
paragraph: Τὸ ΚΤΕΛ Βεροίας ἀνεκοίνωσεν ὅτι ἀπὸ σήμερον θὰ παύσῃ πᾶσα κίνησις λεωφορείων. Τὸ ΚΤΕΛ Πέλλης ἐπίσης. Ἐλήφθησαν μέτρα ὑπὸ τῶν ἀρμοδίων ἀρχῶν διὰ τὴν ὁμαλὴν διεξαγωγὴν τῆς συγκοινωνίας.: [414, 451, 605, 489]
paragraph: ΣΥΝΕΧΕΙΑ ἐκ τῆς 1ης σελίδος. Ὁ Πρόεδρος Τζώνσον ηὐχαρίστησε θερμῶς διὰ τὴν ὑποδοχὴν καὶ τὰς ἐκδηλώσεις τῶν ἐπισήμων καὶ τοῦ λαοῦ.: [1396, 1026, 1586, 1054]
paragraph: ΟΥΑΣΙΓΚΤΩΝ, 4. (Ἀσσ. Πρές). — Ὁ Πρόεδρος Κέννεντυ προειδοποίησε τὴν Σοβιετικὴν Ἕνωσιν ὅτι αἱ Ἡνωμέναι Πολιτεῖαι θὰ λάβουν πάντα τὰ ἀναγκαῖα μέτρα διὰ τὴν προστασίαν τῆς ἀσφαλείας των.: [1396, 1584, 1586, 1631]
paragraph: ΚΟΜΟΤΗΝΗ, 4. — Συνῆλθε τὸ δημοτικὸν συμβούλιον καὶ ἐνέκρινε τὸν προϋπολογισμὸν τοῦ δήμου.: [624, 1161, 799, 1189]
paragraph: ΑΘΗΝΑΙ, 4. — Ἐπὶ τῆς ὁδοῦ Πανεπιστημίου ἀνεγράφη ἀντιαμερικανικὴ ἐπιγραφὴ ἡ ὁποία ἀπηλείφθη ὑπὸ τῆς ἀστυνομίας.: [1396, 1230, 1586, 1258]
paragraph: Οἱ σιδηροδρομικοὶ καὶ οἱ ὁδηγοὶ τῶν λεωφορείων κατέρχονται ἀπὸ σήμερον εἰς ἀλλεπαλλήλους στάσεις ἐργασίας. Αἱ ὑπηρεσίαι ἔλαβον μέτρα διὰ τὴν ἐξασφάλισιν τῆς συγκοινωνίας μὲ πούλμαν καὶ στρατιωτικὰ αὐτοκίνητα, εἰς ὅλας τὰς γραμμὰς τῆς Ἀττικῆς.: [414, 196, 605, 253]
subhead: ΠΟΛΛΟΙ ΟΙ ΤΡΑΥΜΑΤΙΑΙ: [644, 470, 779, 483]
paragraph: Βουλευτὴς τῆς ἀντιπολιτεύσεως κατήγγειλε μεγάλας σπατάλας εἰς τὴν διαχείρισιν τῶν σιδηροδρόμων καὶ πολλὰς ἀδικίας εἰς βάρος τῶν ὑπαλλήλων.: [414, 993, 605, 1031]
paragraph: ΑΘΗΝΑΙ, 4. — Κατὰ τὴν σημερινὴν συνεδρίασιν τῆς ἐπιτροπῆς ἐξουσιοδοτήσεως συνεχίσθη ἡ κατ' ἄρθρον συζήτησις τοῦ σχεδίου νόμου περὶ ἑνοποιήσεως τῶν σιδηροδρόμων.: [212, 1215, 405, 1253]
paragraph: ΝΕΑ ΥΟΡΚΗ, 4. (Ἀθην. Πρακτ.). — Ὑπὸ τὸν τίτλον «Ὁ κ. Τζώνσον παρέχει διαβεβαιώσεις πρὸς τὴν Ἑλλάδα», ὁ ἀμερικανικὸς τύπος γράφει ὅτι ὁ Πρόεδρος ἐβεβαίωσε τὸν Ἕλληνα πρωθυπουργὸν ὅτι θὰ ἐξευρεθοῦν ἄλλαι μορφαὶ παροχῆς ἀποτελεσματικῆς βοηθείας.: [996, 416, 1186, 473]
paragraph: ΚΑΪΡΟΝ, 4. (Ἀσσ. Πρές). — Ἡ αἰγυπτιακὴ κυβέρνησις διέταξε τὸν ἔλεγχον τῶν 30 κτιρίων, κατασκευασθέντων ἀπὸ τὸν ἴδιον ἐργολάβον, ὅπου πενταώροφον κτίριον κατέρρευσε ἐπαγιδεῦσαν 60 περίπου ἐργάτας.: [624, 121, 799, 168]
paragraph: ΑΘΗΝΑΙ, 4. — Ἐπὶ τῆς ὁδοῦ Πανεπιστημίου ἀνεγράφη ἀντιαμερικανικὴ ἐπιγραφὴ ἡ ὁποία ἀπηλείφθη ὑπὸ τῆς ἀστυνομίας.: [996, 1142, 1186, 1171]
section-heading: ΟΥΔΕΝ ΜΕΤΑΒΑΛΛΕΤΑΙ: [452, 348, 568, 360]
paragraph: ΑΘΗΝΑΙ, 4. — Κατὰ τὴν σημερινὴν συνεδρίασιν τῆς ἐπιτροπῆς ἐξουσιοδοτήσεως συνεχίσθη ἡ κατ' ἄρθρον συζήτησις τοῦ σχεδίου νόμου περὶ ἑνοποιήσεως τῶν σιδηροδρόμων.: [212, 1073, 405, 1111]
paragraph: ΟΥΑΣΙΓΚΤΩΝ, 4. (Ἀθην. Πρακτ.). — Αἱ ἑλληνοαμερικανικαὶ σχέσεις εἰσέρχονται εἰς ἀκανθώδη φάσιν, σημειώνει ἀμερικανικὴ ἐφημερίς.: [1396, 584, 1586, 612]
headline-secondary: 24 ΕΝ ΟΛΩ ΤΡΑΥΜΑΤΙΑΙ ΕΞ ΑΤΥΧΗΜΑΤΩΝ: [624, 293, 984, 313]
paragraph: ΝΕΑ ΥΟΡΚΗ, 4. (Ἀθην. Πρακτ.). — Ὑπὸ τὸν τίτλον «Ὁ κ. Τζώνσον παρέχει διαβεβαιώσεις πρὸς τὴν Ἑλλάδα», ὁ ἀμερικανικὸς τύπος γράφει ὅτι ὁ Πρόεδρος ἐβεβαίωσε τὸν Ἕλληνα πρωθυπουργὸν ὅτι θὰ ἐξευρεθοῦν ἄλλαι μορφαὶ παροχῆς ἀποτελεσματικῆς βοηθείας.: [1195, 357, 1387, 414]
paragraph: Βουλευτὴς τῆς ἀντιπολιτεύσεως κατήγγειλε μεγάλας σπατάλας εἰς τὴν διαχείρισιν τῶν σιδηροδρόμων καὶ πολλὰς ἀδικίας εἰς βάρος τῶν ὑπαλλήλων.: [414, 1113, 605, 1151]
paragraph: ΟΥΑΣΙΓΚΤΩΝ, 4. (Ἀσσ. Πρές). — Ὁ Πρόεδρος Κέννεντυ προειδοποίησε τὴν Σοβιετικὴν Ἕνωσιν ὅτι αἱ Ἡνωμέναι Πολιτεῖαι θὰ λάβουν πάντα τὰ ἀναγκαῖα μέτρα διὰ τὴν προστασίαν τῆς ἀσφαλείας των.: [1396, 1504, 1586, 1551]
paragraph: ΟΥΑΣΙΓΚΤΩΝ, 4. (Ἀσσ. Πρές). — Ὁ Πρόεδρος Κέννεντυ προειδοποίησε τὴν Σοβιετικὴν Ἕνωσιν ὅτι αἱ Ἡνωμέναι Πολιτεῖαι θὰ λάβουν πάντα τὰ ἀναγκαῖα μέτρα διὰ τὴν προστασίαν τῆς ἀσφαλείας των.: [996, 1504, 1186, 1551]
paragraph: ΒΑΘΥΛΑΚΚΟΣ, 4. — Τὸ κοινοτικὸν συμβούλιον ἀπεφάσισε τὴν κατασκευὴν νέου σχολικοῦ κτιρίου.: [809, 1281, 984, 1310]
paragraph: Βουλευτὴς τῆς ἀντιπολιτεύσεως κατήγγειλε μεγάλας σπατάλας εἰς τὴν διαχείρισιν τῶν σιδηροδρόμων καὶ πολλὰς ἀδικίας εἰς βάρος τῶν ὑπαλλήλων.: [212, 1033, 405, 1071]
paragraph: Κατόπιν ἀποφάσεως τοῦ συνεδρίου τῶν ἰδιοκτητῶν λεωφορείων τῶν ΚΤΕΛ, ἀκινητοποιοῦνται ἀπὸ σήμερον τὰ λεωφορεῖα εἰς ὅλας τὰς πόλεις. Ἡ ἀπεργία θὰ διαρκέσῃ μέχρις ὅτου ἱκανοποιηθοῦν τὰ αἰτήματα.: [12, 474, 203, 522]
paragraph: Ὁ ὑπουργὸς Βιομηχανίας ἐζήτησε τὴν αὔξησιν τῶν πιστοδοτήσεων πρὸς τοὺς βιοτέχνας τῆς Θεσσαλονίκης καὶ τῆς Βορείου Ἑλλάδος.: [809, 908, 984, 937]
paragraph: ΑΘΗΝΑΙ, 4. — Κατὰ τὴν σημερινὴν συνεδρίασιν τῆς ἐπιτροπῆς ἐξουσιοδοτήσεως συνεχίσθη ἡ κατ' ἄρθρον συζήτησις τοῦ σχεδίου νόμου περὶ ἑνοποιήσεως τῶν σιδηροδρόμων.: [12, 714, 203, 752]
paragraph: Βουλευτὴς τῆς ἀντιπολιτεύσεως κατήγγειλε μεγάλας σπατάλας εἰς τὴν διαχείρισιν τῶν σιδηροδρόμων καὶ πολλὰς ἀδικίας εἰς βάρος τῶν ὑπαλλήλων.: [414, 754, 605, 792]
deck: Ἐψηφίσθη τὸ ἄρθρον περὶ ἐντάξεως τοῦ προσωπικοῦ: [47, 690, 571, 711]
paragraph: ΟΥΑΣΙΓΚΤΩΝ, 4. (Ἀθην. Πρακτ.). — Ἐντονος πίεσις ἀσκεῖται ὑπὸ τῶν Ἡνωμένων Πολιτειῶν διὰ τὴν ἐξεύρεσιν λύσεως εἰς τὸ Κυπριακόν.: [1396, 995, 1586, 1024]
paragraph: ΑΘΗΝΑΙ, 4. — Κατὰ τὴν σημερινὴν συνεδρίασιν τῆς ἐπιτροπῆς ἐξουσιοδοτήσεως συνεχίσθη ἡ κατ' ἄρθρον συζήτησις τοῦ σχεδίου νόμου περὶ ἑνοποιήσεως τῶν σιδηροδρόμων.: [212, 812, 405, 849]
paragraph: ΝΕΑ ΥΟΡΚΗ, 4. (Ἀθην. Πρακτ.). — Ὑπὸ τὸν τίτλον «Ὁ κ. Τζώνσον παρέχει διαβεβαιώσεις πρὸς τὴν Ἑλλάδα», ὁ ἀμερικανικὸς τύπος γράφει ὅτι ὁ Πρόεδρος ἐβεβαίωσε τὸν Ἕλληνα πρωθυπουργὸν ὅτι θὰ ἐξευρεθοῦν ἄλλαι μορφαὶ παροχῆς ἀποτελεσματικῆς βοηθείας.: [1195, 478, 1387, 534]
deck: Διετυπώθησαν ὑπὸ τῶν ἁρμοδίων παράπονα διὰ τὴν καλυτέραν μεταχείρισιν τῆς Τουρκίας: [1010, 274, 1571, 321]
section-heading: ΠΑΡΑΜΟΡΦΩΣΙΣ ΖΗΤΕΙ: [1234, 540, 1348, 552]
paragraph: ΑΘΗΝΑΙ, 4. — Κατὰ τὴν σημερινὴν συνεδρίασιν τῆς ἐπιτροπῆς ἐξουσιοδοτήσεως συνεχίσθη ἡ κατ' ἄρθρον συζήτησις τοῦ σχεδίου νόμου περὶ ἑνοποιήσεως τῶν σιδηροδρόμων.: [212, 932, 405, 969]
paragraph: Εἰς τὴν ὕπαιθρον σημειώθησαν ἐπίσης ἀτυχήματα μὲ 24 ἐν ὅλῳ τραυματίας.: [809, 492, 984, 512]
paragraph: Ὁ ὑπουργὸς Συγκοινωνιῶν ἀπαντῶν εἰς τοὺς ὁμιλητὰς ἐτόνισεν ὅτι τὸ προσωπικὸν θὰ ἐνταχθῇ εἰς τὸν νέον ὀργανισμόν. Ἐψηφίσθη τὸ σχετικὸν ἄρθρον μετὰ τροποποιήσεις.: [414, 795, 605, 832]
paragraph: Ὁ Λευκὸς Οἶκος ἀνεκοίνωσεν ὅτι παρακολουθεῖ ἀγρύπνως τὰς πολεμικὰς προπαρασκευὰς εἰς τὴν Κούβαν.: [996, 1634, 1186, 1662]
paragraph: Ἡ συζήτησις θὰ συνεχισθῇ αὔριον εἰς τὴν ἐπιτροπήν.: [12, 1616, 203, 1636]
headline: ΑΝΑΤΡΟΠΗ ΑΥΤΟΚΙΝΗΤΟΥ ΜΕ 19 ΕΠΙΒΑΤΑΣ: [635, 445, 788, 469]
paragraph: Ὑπῆρξεν ἀδιέξοδον εἰς τὰς συνομιλίας ἐπὶ τοῦ ζητήματος τῆς στρατιωτικῆς βοηθείας. Ὁ κ. Καραμανλῆς ἀπήντησεν εἰς τὰς δηλώσεις τοῦ Προέδρου.: [1195, 1105, 1387, 1143]
paragraph: ΑΘΗΝΑΙ, 4. — Κατὰ τὸ τελευταῖον εἰκοσιτετράωρον δέκα ἐννέα ἄτομα ἐτραυματίσθησαν εἰς τροχαῖα ἀτυχήματα.: [809, 579, 984, 608]
deck: Μέχρι στιγμῆς ἀνεσύρθησαν δέκα πτώματα ἀπὸ τὰ ἐρείπια: [636, 77, 972, 118]
paragraph: Κατόπιν ἀποφάσεως τοῦ συνεδρίου τῶν ἰδιοκτητῶν λεωφορείων τῶν ΚΤΕΛ, ἀκινητοποιοῦνται ἀπὸ σήμερον τὰ λεωφορεῖα εἰς ὅλας τὰς πόλεις. Ἡ ἀπεργία θὰ διαρκέσῃ μέχρις ὅτου ἱκανοποιηθοῦν τὰ αἰτήματα.: [414, 295, 605, 342]
paragraph: ΤΣΑΚΑΡΤΑ, 4. (Ἀσσ. Πρές). — Λεωφορεῖον μεταφέρον 19 ἐπιβάτας ἀνετράπη εἰς στροφὴν τῆς ὁδοῦ. Πολλοὶ ἐκ τῶν ἐπιβατῶν ἐτραυματίσθησαν.: [624, 535, 799, 572]
paragraph: Ὁ ὑπουργὸς Συγκοινωνιῶν ἀπαντῶν εἰς τοὺς ὁμιλητὰς ἐτόνισεν ὅτι τὸ προσωπικὸν θὰ ἐνταχθῇ εἰς τὸν νέον ὀργανισμόν. Ἐψηφίσθη τὸ σχετικὸν ἄρθρον μετὰ τροποποιήσεις.: [212, 714, 405, 752]
paragraph: ΟΥΑΣΙΓΚΤΩΝ, 4. (Ἀσσ. Πρές). — Ὁ Πρόεδρος Κέννεντυ προειδοποίησε τὴν Σοβιετικὴν Ἕνωσιν ὅτι αἱ Ἡνωμέναι Πολιτεῖαι θὰ λάβουν πάντα τὰ ἀναγκαῖα μέτρα διὰ τὴν προστασίαν τῆς ἀσφαλείας των.: [1195, 1454, 1387, 1501]
paragraph: Ὑπῆρξεν ἀδιέξοδον εἰς τὰς συνομιλίας ἐπὶ τοῦ ζητήματος τῆς στρατιωτικῆς βοηθείας. Ὁ κ. Καραμανλῆς ἀπήντησεν εἰς τὰς δηλώσεις τοῦ Προέδρου.: [1396, 1190, 1586, 1228]
paragraph: ΟΥΑΣΙΓΚΤΩΝ, 4. (Ἀθην. Πρακτ.). — Ἐντονος πίεσις ἀσκεῖται ὑπὸ τῶν Ἡνωμένων Πολιτειῶν διὰ τὴν ἐξεύρεσιν λύσεως εἰς τὸ Κυπριακόν.: [1195, 1176, 1387, 1204]
paragraph: ΑΘΗΝΑΙ, 4. — Κατὰ τὴν σημερινὴν συνεδρίασιν τῆς ἐπιτροπῆς ἐξουσιοδοτήσεως συνεχίσθη ἡ κατ' ἄρθρον συζήτησις τοῦ σχεδίου νόμου περὶ ἑνοποιήσεως τῶν σιδηροδρόμων.: [414, 1033, 605, 1071]
paragraph: Οἱ Ἕλληνες ἐκπρόσωποι διετύπωσαν παράπονα διὰ τὴν καλυτέραν μεταχείρισιν τῆς Τουρκίας εἰς τὸν τομέα τῆς στρατιωτικῆς καὶ οἰκονομικῆς βοηθείας.: [1195, 447, 1387, 476]
paragraph: Ὑπῆρξεν ἀδιέξοδον εἰς τὰς συνομιλίας ἐπὶ τοῦ ζητήματος τῆς στρατιωτικῆς βοηθείας. Ὁ κ. Καραμανλῆς ἀπήντησεν εἰς τὰς δηλώσεις τοῦ Προέδρου.: [1396, 925, 1586, 963]
article-archaeologist: [624, 578, 799, 612]
paragraph: Κατὰ τὰς συνομιλίας ἐθίγη καὶ τὸ Μακεδονικὸν ζήτημα. Ἡ ἑλληνικὴ πλευρὰ ἐξέθεσε τὰς ἀπόψεις της.: [1195, 416, 1387, 445]
paragraph: Ὁ ὑπουργὸς Βιομηχανίας ἐζήτησε τὴν αὔξησιν τῶν πιστοδοτήσεων πρὸς τοὺς βιοτέχνας τῆς Θεσσαλονίκης καὶ τῆς Βορείου Ἑλλάδος.: [809, 877, 984, 906]
paragraph: ΛΕΥΚΩΣΙΑ, 4. (Ἀσσ. Πρές). — Ἐγκρίθη ἡ δωρεὰν ἀποστολὴ σίτου ἐκ μέρους τῶν Ἡνωμένων Πολιτειῶν πρὸς τὴν Κυπριακὴν Δημοκρατίαν. Ἡ βοήθεια ἀνέρχεται εἰς 2.500.000 δολλάρια.: [809, 794, 984, 832]
paragraph: ΑΘΗΝΑΙ, 4. — Κατὰ τὴν σημερινὴν συνεδρίασιν τῆς ἐπιτροπῆς ἐξουσιοδοτήσεως συνεχίσθη ἡ κατ' ἄρθρον συζήτησις τοῦ σχεδίου νόμου περὶ ἑνοποιήσεως τῶν σιδηροδρόμων.: [414, 892, 605, 930]
paragraph: ΚΑΪΡΟΝ, 4. (Ἀσσ. Πρές). — Ἡ αἰγυπτιακὴ κυβέρνησις διέταξε τὸν ἔλεγχον τῶν 30 κτιρίων, κατασκευασθέντων ἀπὸ τὸν ἴδιον ἐργολάβον, ὅπου πενταώροφον κτίριον κατέρρευσε ἐπαγιδεῦσαν 60 περίπου ἐργάτας.: [624, 201, 799, 248]
paragraph: Οὐδὲν μεταβάλλεται εἰς τὰς ἀποφάσεις τοῦ συνεδρίου. Οἱ ἀπεργοὶ ἐμμένουν εἰς τὰ αἰτήματά των.: [414, 362, 605, 390]
continued-tag: ΣΥΝΕΧΕΙΑ: [1037, 816, 1078, 826]
paragraph: Βουλευτὴς τῆς ἀντιπολιτεύσεως κατήγγειλε μεγάλας σπατάλας εἰς τὴν διαχείρισιν τῶν σιδηροδρόμων καὶ πολλὰς ἀδικίας εἰς βάρος τῶν ὑπαλλήλων.: [212, 892, 405, 930]
paragraph: Ὑπῆρξεν ἀδιέξοδον εἰς τὰς συνομιλίας ἐπὶ τοῦ ζητήματος τῆς στρατιωτικῆς βοηθείας. Ὁ κ. Καραμανλῆς ἀπήντησεν εἰς τὰς δηλώσεις τοῦ Προέδρου.: [996, 1102, 1186, 1140]
paragraph: ΤΣΑΚΑΡΤΑ, 4. (Ἀσσ. Πρές). — Λεωφορεῖον μεταφέρον 19 ἐπιβάτας ἀνετράπη εἰς στροφὴν τῆς ὁδοῦ. Πολλοὶ ἐκ τῶν ἐπιβατῶν ἐτραυματίσθησαν.: [624, 494, 799, 532]
paragraph: Ὁ ὑπουργὸς Συγκοινωνιῶν ἀπαντῶν εἰς τοὺς ὁμιλητὰς ἐτόνισεν ὅτι τὸ προσωπικὸν θὰ ἐνταχθῇ εἰς τὸν νέον ὀργανισμόν. Ἐψηφίσθη τὸ σχετικὸν ἄρθρον μετὰ τροποποιήσεις.: [12, 754, 203, 792]
paragraph: ΑΘΗΝΑΙ, 4. — Ἐπὶ τῆς ὁδοῦ Πανεπιστημίου ἀνεγράφη ἀντιαμερικανικὴ ἐπιγραφὴ ἡ ὁποία ἀπηλείφθη ὑπὸ τῆς ἀστυνομίας.: [1195, 1012, 1387, 1041]
paragraph: Ἐπτὰ ἄτομα ἐνεκλείσθησαν χθὲς εἰς ἀνελκυστῆρα πολυκατοικίας καὶ ἀπηλευθερώθησαν ὑπὸ πυροσβεστῶν μετὰ προσπαθείας μιᾶς ὥρας.: [414, 1243, 605, 1271]
paragraph: Εἰς τὴν ὕπαιθρον σημειώθησαν ἐπίσης ἀτυχήματα μὲ 24 ἐν ὅλῳ τραυματίας.: [624, 366, 799, 385]
paragraph: Ὁ ὑπουργὸς Συγκοινωνιῶν ἀπαντῶν εἰς τοὺς ὁμιλητὰς ἐτόνισεν ὅτι τὸ προσωπικὸν θὰ ἐνταχθῇ εἰς τὸν νέον ὀργανισμόν. Ἐψηφίσθη τὸ σχετικὸν ἄρθρον μετὰ τροποποιήσεις.: [12, 1536, 203, 1574]
paragraph: Βουλευτὴς τῆς ἀντιπολιτεύσεως κατήγγειλε μεγάλας σπατάλας εἰς τὴν διαχείρισιν τῶν σιδηροδρόμων καὶ πολλὰς ἀδικίας εἰς βάρος τῶν ὑπαλλήλων.: [12, 932, 203, 969]
article-cyprus-wheat: [624, 725, 984, 835]
paragraph: ΟΥΑΣΙΓΚΤΩΝ, 4. (Ἀθην. Πρακτ.). — Ἐντονος πίεσις ἀσκεῖται ὑπὸ τῶν Ἡνωμένων Πολιτειῶν διὰ τὴν ἐξεύρεσιν λύσεως εἰς τὸ Κυπριακόν.: [1195, 1043, 1387, 1071]
section-heading: ΜΑΘΗΤΡΙΑ ΕΚ ΡΟΔΟΥ ΗΤΟ: [830, 478, 963, 490]
paragraph: ΑΘΗΝΑΙ, 4. — Κατὰ τὴν σημερινὴν συνεδρίασιν τῆς ἐπιτροπῆς ἐξουσιοδοτήσεως συνεχίσθη ἡ κατ' ἄρθρον συζήτησις τοῦ σχεδίου νόμου περὶ ἑνοποιήσεως τῶν σιδηροδρόμων.: [12, 971, 203, 1009]
paragraph: Ὁ Λευκὸς Οἶκος ἀνεκοίνωσεν ὅτι παρακολουθεῖ ἀγρύπνως τὰς πολεμικὰς προπαρασκευὰς εἰς τὴν Κούβαν.: [1195, 1584, 1387, 1613]
paragraph: Ἀπὸ τῶν ἐρειπίων ἀνεσύρθησαν μέχρι στιγμῆς δέκα πτώματα. Αἱ ἐργασίαι διασώσεως συνεχίζονται ὅλην τὴν νύκτα.: [809, 201, 984, 229]
paragraph: Βουλευτὴς τῆς ἀντιπολιτεύσεως κατήγγειλε μεγάλας σπατάλας εἰς τὴν διαχείρισιν τῶν σιδηροδρόμων καὶ πολλὰς ἀδικίας εἰς βάρος τῶν ὑπαλλήλων.: [212, 1154, 405, 1192]
paragraph: ΑΘΗΝΑΙ, 4. — Ἐπὶ τῆς ὁδοῦ Πανεπιστημίου ἀνεγράφη ἀντιαμερικανικὴ ἐπιγραφὴ ἡ ὁποία ἀπηλείφθη ὑπὸ τῆς ἀστυνομίας.: [1195, 1145, 1387, 1173]
section-heading: ΔΕΚΑ ΕΝΝΕΑ ΤΡΑΥΜΑΤΙΑΙ: [832, 566, 961, 578]
paragraph: Εἰς τὴν ὕπαιθρον σημειώθησαν ἐπίσης ἀτυχήματα μὲ 24 ἐν ὅλῳ τραυματίας.: [809, 404, 984, 423]
section-heading: ΑΠΟ ΤΟΝ ΒΑΘΥΛΑΚΚΟΝ: [809, 1174, 929, 1186]
paragraph: Κατὰ τὰς συνομιλίας ἐθίγη καὶ τὸ Μακεδονικὸν ζήτημα. Ἡ ἑλληνικὴ πλευρὰ ἐξέθεσε τὰς ἀπόψεις της.: [1396, 327, 1586, 355]
paragraph: Ὁ Λευκὸς Οἶκος ἀνεκοίνωσεν ὅτι παρακολουθεῖ ἀγρύπνως τὰς πολεμικὰς προπαρασκευὰς εἰς τὴν Κούβαν.: [996, 1553, 1186, 1582]
article-elevator: [414, 1165, 605, 1393]
paragraph: ΑΘΗΝΑΙ, 4. — Ἐπὶ τῆς ὁδοῦ Πανεπιστημίου ἀνεγράφη ἀντιαμερικανικὴ ἐπιγραφὴ ἡ ὁποία ἀπηλείφθη ὑπὸ τῆς ἀστυνομίας.: [996, 992, 1186, 1021]
paragraph: Βουλευτὴς τῆς ἀντιπολιτεύσεως κατήγγειλε μεγάλας σπατάλας εἰς τὴν διαχείρισιν τῶν σιδηροδρόμων καὶ πολλὰς ἀδικίας εἰς βάρος τῶν ὑπαλλήλων.: [12, 1576, 203, 1614]
paragraph: Τὴν 2.40 μ.μ. χθὲς, ἐπὶ τῆς ἐθνικῆς ὁδοῦ Θεσσαλονίκης - Εὐζώνων, φορτηγὸν αὐτοκίνητον τῆς Δ.Ε.Η. ἐπέπεσεν εἰς κάρρον. Ἐκ τοῦ ἀτυχήματος ἐτραυματίσθησαν ἐλαφρῶς δύο ἄτομα.: [809, 355, 984, 402]
paragraph: ΑΘΗΝΑΙ, 4. — Κατὰ τὴν σημερινὴν συνεδρίασιν τῆς ἐπιτροπῆς ἐξουσιοδοτήσεως συνεχίσθη ἡ κατ' ἄρθρον συζήτησις τοῦ σχεδίου νόμου περὶ ἑνοποιήσεως τῶν σιδηροδρόμων.: [414, 714, 605, 752]
paragraph: ΟΥΑΣΙΓΚΤΩΝ, 4. (Ἀθην. Πρακτ.). — Ἐντονος πίεσις ἀσκεῖται ὑπὸ τῶν Ἡνωμένων Πολιτειῶν διὰ τὴν ἐξεύρεσιν λύσεως εἰς τὸ Κυπριακόν.: [996, 1173, 1186, 1202]
paragraph: Βουλευτὴς τῆς ἀντιπολιτεύσεως κατήγγειλε μεγάλας σπατάλας εἰς τὴν διαχείρισιν τῶν σιδηροδρόμων καὶ πολλὰς ἀδικίας εἰς βάρος τῶν ὑπαλλήλων.: [212, 1415, 405, 1453]
headline: ΓΕΡΜΑΝΟΣ ΑΡΧΑΙΟΛΟΓΟΣ ΑΠΕΒΙΩΣΕΝ ΕΙΣ ΦΑΙΣΤΟΝ: [634, 582, 789, 606]
paragraph: ΟΥΑΣΙΓΚΤΩΝ, 4. (Ἀθην. Πρακτ.). — Ἐντονος πίεσις ἀσκεῖται ὑπὸ τῶν Ἡνωμένων Πολιτειῶν διὰ τὴν ἐξεύρεσιν λύσεως εἰς τὸ Κυπριακόν.: [1396, 1261, 1586, 1289]
paragraph: Ἡ συζήτησις θὰ συνεχισθῇ αὔριον εἰς τὴν ἐπιτροπήν.: [212, 1456, 405, 1475]
paragraph: ΝΕΑ ΥΟΡΚΗ, 4. (Ἀθην. Πρακτ.). — Ὑπὸ τὸν τίτλον «Ὁ κ. Τζώνσον παρέχει διαβεβαιώσεις πρὸς τὴν Ἑλλάδα», ὁ ἀμερικανικὸς τύπος γράφει ὅτι ὁ Πρόεδρος ἐβεβαίωσε τὸν Ἕλληνα πρωθυπουργὸν ὅτι θὰ ἐξευρεθοῦν ἄλλαι μορφαὶ παροχῆς ἀποτελεσματικῆς βοηθείας.: [1396, 495, 1586, 551]
paragraph: ΑΘΗΝΑΙ, 4. — Κατὰ τὴν σημερινὴν συνεδρίασιν τῆς ἐπιτροπῆς ἐξουσιοδοτήσεως συνεχίσθη ἡ κατ' ἄρθρον συζήτησις τοῦ σχεδίου νόμου περὶ ἑνοποιήσεως τῶν σιδηροδρόμων.: [212, 1477, 405, 1515]
column-rule: [614, 14, 615, 2306]
paragraph: ΒΑΘΥΛΑΚΚΟΣ, 4. — Τὸ κοινοτικὸν συμβούλιον ἀπεφάσισε τὴν κατασκευὴν νέου σχολικοῦ κτιρίου.: [809, 1219, 984, 1248]
paragraph: Ἡ συζήτησις θὰ συνεχισθῇ αὔριον εἰς τὴν ἐπιτροπήν.: [212, 971, 405, 991]
article-dei-truck: [624, 264, 984, 710]
newspaper-logo: ΕΛΛΗΝ.: [996, 816, 1035, 827]
paragraph: Ὁ ὑπουργὸς Συγκοινωνιῶν ἀπαντῶν εἰς τοὺς ὁμιλητὰς ἐτόνισεν ὅτι τὸ προσωπικὸν θὰ ἐνταχθῇ εἰς τὸν νέον ὀργανισμόν. Ἐψηφίσθη τὸ σχετικὸν ἄρθρον μετὰ τροποποιήσεις.: [212, 1113, 405, 1151]
deck: θὰ ἐκτελεσθοῦν αἱ συγκοινωνίαι εἰς Ἀττικὴν: [72, 140, 546, 162]
paragraph: Κατόπιν ἀποφάσεως τοῦ συνεδρίου τῶν ἰδιοκτητῶν λεωφορείων τῶν ΚΤΕΛ, ἀκινητοποιοῦνται ἀπὸ σήμερον τὰ λεωφορεῖα εἰς ὅλας τὰς πόλεις. Ἡ ἀπεργία θὰ διαρκέσῃ μέχρις ὅτου ἱκανοποιηθοῦν τὰ αἰτήματα.: [12, 255, 203, 302]
paragraph: Βουλευτὴς τῆς ἀντιπολιτεύσεως κατήγγειλε μεγάλας σπατάλας εἰς τὴν διαχείρισιν τῶν σιδηροδρόμων καὶ πολλὰς ἀδικίας εἰς βάρος τῶν ὑπαλλήλων.: [12, 1194, 203, 1232]
paragraph: ΣΥΝΕΧΕΙΑ ἐκ τῆς 1ης σελίδος. Ὁ Πρόεδρος Τζώνσον ηὐχαρίστησε θερμῶς διὰ τὴν ὑποδοχὴν καὶ τὰς ἐκδηλώσεις τῶν ἐπισήμων καὶ τοῦ λαοῦ.: [1396, 1292, 1586, 1320]
paragraph: Ὑπῆρξεν ἀδιέξοδον εἰς τὰς συνομιλίας ἐπὶ τοῦ ζητήματος τῆς στρατιωτικῆς βοηθείας. Ὁ κ. Καραμανλῆς ἀπήντησεν εἰς τὰς δηλώσεις τοῦ Προέδρου.: [1396, 1057, 1586, 1095]
paragraph: ΣΥΝΕΧΕΙΑ ἐκ τῆς 1ης σελίδος. Ὁ Πρόεδρος Τζώνσον ηὐχαρίστησε θερμῶς διὰ τὴν ὑποδοχὴν καὶ τὰς ἐκδηλώσεις τῶν ἐπισήμων καὶ τοῦ λαοῦ.: [996, 1054, 1186, 1083]
paragraph: ΚΑΪΡΟΝ, 4. (Ἀσσ. Πρές). — Ἡ αἰγυπτιακὴ κυβέρνησις διέταξε τὸν ἔλεγχον τῶν 30 κτιρίων, κατασκευασθέντων ἀπὸ τὸν ἴδιον ἐργολάβον, ὅπου πενταώροφον κτίριον κατέρρευσε ἐπαγιδεῦσαν 60 περίπου ἐργάτας.: [809, 152, 984, 198]
banner-headline: Ο κ. ΤΖΩΝΣΟΝ ΠΑΡΕΣΧΕ ΔΙΑΒΕΒΑΙΩΣΕΙΣ ΟΤΙ ΘΑ ΕΞΕΥΡΕΘΟΥΝ ΑΛΛΑΙ ΜΟΡΦΑΙ ΠΑΡΟΧΗΣ ΑΠΟΤΕΛΕΣΜΑΤΙΚΗΣ ΒΟΗΘΕΙΑΣ ΑΝΑΓΡΑΦΕΙ Ο ΑΜΕΡΙΚΑΝΙΚΟΣ ΤΥΠΟΣ: [1035, 35, 1542, 253]
paragraph: Ὑπῆρξεν ἀδιέξοδον εἰς τὰς συνομιλίας ἐπὶ τοῦ ζητήματος τῆς στρατιωτικῆς βοηθείας. Ὁ κ. Καραμανλῆς ἀπήντησεν εἰς τὰς δηλώσεις τοῦ Προέδρου.: [996, 1235, 1186, 1273]
section-heading: Η ΑΠΑΝΤΗΣΙΣ ΤΟΥ κ. ΚΑΡΑΜΑΝΛΗ: [1006, 1088, 1175, 1100]
paragraph: ΑΘΗΝΑΙ, 4. — Κατὰ τὴν σημερινὴν συνεδρίασιν τῆς ἐπιτροπῆς ἐξουσιοδοτήσεως συνεχίσθη ἡ κατ' ἄρθρον συζήτησις τοῦ σχεδίου νόμου περὶ ἑνοποιήσεως τῶν σιδηροδρόμων.: [12, 835, 203, 873]
paragraph: Ὁ ὑπουργὸς Συγκοινωνιῶν ἀπαντῶν εἰς τοὺς ὁμιλητὰς ἐτόνισεν ὅτι τὸ προσωπικὸν θὰ ἐνταχθῇ εἰς τὸν νέον ὀργανισμόν. Ἐψηφίσθη τὸ σχετικὸν ἄρθρον μετὰ τροποποιήσεις.: [12, 1274, 203, 1312]
paragraph: Ἐπτὰ ἄτομα ἐνεκλείσθησαν χθὲς εἰς ἀνελκυστῆρα πολυκατοικίας καὶ ἀπηλευθερώθησαν ὑπὸ πυροσβεστῶν μετὰ προσπαθείας μιᾶς ὥρας.: [414, 1304, 605, 1333]
paragraph: Οἱ σιδηροδρομικοὶ καὶ οἱ ὁδηγοὶ τῶν λεωφορείων κατέρχονται ἀπὸ σήμερον εἰς ἀλλεπαλλήλους στάσεις ἐργασίας. Αἱ ὑπηρεσίαι ἔλαβον μέτρα διὰ τὴν ἐξασφάλισιν τῆς συγκοινωνίας μὲ πούλμαν καὶ στρατιωτικὰ αὐτοκίνητα, εἰς ὅλας τὰς γραμμὰς τῆς Ἀττικῆς.: [12, 196, 203, 253]
paragraph: Ὁ ὑπουργὸς Συγκοινωνιῶν ἀπαντῶν εἰς τοὺς ὁμιλητὰς ἐτόνισεν ὅτι τὸ προσωπικὸν θὰ ἐνταχθῇ εἰς τὸν νέον ὀργανισμόν. Ἐψηφίσθη τὸ σχετικὸν ἄρθρον μετὰ τροποποιήσεις.: [12, 1415, 203, 1453]
paragraph: ΑΘΗΝΑΙ, 4. — Ἐπὶ τῆς ὁδοῦ Πανεπιστημίου ἀνεγράφη ἀντιαμερικανικὴ ἐπιγραφὴ ἡ ὁποία ἀπηλείφθη ὑπὸ τῆς ἀστυνομίας.: [996, 860, 1186, 889]
paragraph: ΣΥΝΕΧΕΙΑ ἐκ τῆς 1ης σελίδος. Ὁ Πρόεδρος Τζώνσον ηὐχαρίστησε θερμῶς διὰ τὴν ὑποδοχὴν καὶ τὰς ἐκδηλώσεις τῶν ἐπισήμων καὶ τοῦ λαοῦ.: [996, 1204, 1186, 1233]
paragraph: Οἱ Ἕλληνες ἐκπρόσωποι διετύπωσαν παράπονα διὰ τὴν καλυτέραν μεταχείρισιν τῆς Τουρκίας εἰς τὸν τομέα τῆς στρατιωτικῆς καὶ οἰκονομικῆς βοηθείας.: [1396, 464, 1586, 493]
paragraph: Ἐπτὰ ἄτομα ἐνεκλείσθησαν χθὲς εἰς ἀνελκυστῆρα πολυκατοικίας καὶ ἀπηλευθερώθησαν ὑπὸ πυροσβεστῶν μετὰ προσπαθείας μιᾶς ὥρας.: [414, 1335, 605, 1363]
headline: ΑΛΛΑ ΕΠΤΑ ΑΤΟΜΑ ΕΝΕΚΛΕΙΣΘΗΣΑΝ ΕΙΣ ΑΝΕΣΚΥΤΑΣ: [438, 1164, 582, 1207]
paragraph: Ὁ ὑπουργὸς Βιομηχανίας ἐζήτησε τὴν αὔξησιν τῶν πιστοδοτήσεων πρὸς τοὺς βιοτέχνας τῆς Θεσσαλονίκης καὶ τῆς Βορείου Ἑλλάδος.: [624, 939, 799, 967]
paragraph: Βουλευτὴς τῆς ἀντιπολιτεύσεως κατήγγειλε μεγάλας σπατάλας εἰς τὴν διαχείρισιν τῶν σιδηροδρόμων καὶ πολλὰς ἀδικίας εἰς βάρος τῶν ὑπαλλήλων.: [414, 852, 605, 890]
paragraph: ΑΘΗΝΑΙ, 4. — Κατὰ τὴν σημερινὴν συνεδρίασιν τῆς ἐπιτροπῆς ἐξουσιοδοτήσεως συνεχίσθη ἡ κατ' ἄρθρον συζήτησις τοῦ σχεδίου νόμου περὶ ἑνοποιήσεως τῶν σιδηροδρόμων.: [12, 1234, 203, 1272]
section-heading: ΤΑ ΛΗΦΘΕΝΤΑ ΜΕΤΡΑ: [254, 479, 363, 491]
left-column: [12, 14, 605, 2306]
right-column: [996, 14, 1586, 2306]
paragraph: ΑΘΗΝΑΙ, 4. — Ἐπὶ τῆς ὁδοῦ Πανεπιστημίου ἀνεγράφη ἀντιαμερικανικὴ ἐπιγραφὴ ἡ ὁποία ἀπηλείφθη ὑπὸ τῆς ἀστυνομίας.: [1195, 863, 1387, 892]
paragraph: Ὁ ὑπουργὸς Βιομηχανίας ἐζήτησε τὴν αὔξησιν τῶν πιστοδοτήσεων πρὸς τοὺς βιοτέχνας τῆς Θεσσαλονίκης καὶ τῆς Βορείου Ἑλλάδος.: [624, 877, 799, 906]
headline: ΑΥΣΤΗΡΑ ΠΡΟΕΙΔΟΠΟΙΗΣΙΣ ΤΩΝ Η.Π.Α. ΠΡΟΣ ΤΗΝ ΣΟΒ. ΕΝΩΣΙΝ ΚΑΙ ΤΗΝ ΚΟΥΒΑΝ ΔΙΑ ΤΑΣ ΠΟΛΕΜΙΚΑΣ ΠΡΟΠΑΡΑΣΚΕΥΑΣ: [1013, 1335, 1568, 1419]
paragraph: ΒΑΘΥΛΑΚΚΟΣ, 4. — Τὸ κοινοτικὸν συμβούλιον ἀπεφάσισε τὴν κατασκευὴν νέου σχολικοῦ κτιρίου.: [809, 1250, 984, 1279]
paragraph: ΟΥΑΣΙΓΚΤΩΝ, 4. (Ἀσσ. Πρές). — Ὁ Πρόεδρος Κέννεντυ προειδοποίησε τὴν Σοβιετικὴν Ἕνωσιν ὅτι αἱ Ἡνωμέναι Πολιτεῖαι θὰ λάβουν πάντα τὰ ἀναγκαῖα μέτρα διὰ τὴν προστασίαν τῆς ἀσφαλείας των.: [1195, 1535, 1387, 1582]
paragraph: Οἱ σιδηροδρομικοὶ καὶ οἱ ὁδηγοὶ τῶν λεωφορείων κατέρχονται ἀπὸ σήμερον εἰς ἀλλεπαλλήλους στάσεις ἐργασίας. Αἱ ὑπηρεσίαι ἔλαβον μέτρα διὰ τὴν ἐξασφάλισιν τῆς συγκοινωνίας μὲ πούλμαν καὶ στρατιωτικὰ αὐτοκίνητα, εἰς ὅλας τὰς γραμμὰς τῆς Ἀττικῆς.: [12, 416, 203, 472]
paragraph: ΗΡΑΚΛΕΙΟΝ, 4. — Ἀπεβίωσεν αἰφνιδίως ἐκ συγκοπῆς καρδίας εἰς Φαιστόν, ὅπου εὑρίσκετο διὰ μελέτας, Γερμανὸς ἀρχαιολόγος.: [624, 618, 799, 646]
section-heading: ΑΠΟ ΤΗΝ ΚΟΜΟΤΗΝΗΝ: [624, 1116, 738, 1128]
